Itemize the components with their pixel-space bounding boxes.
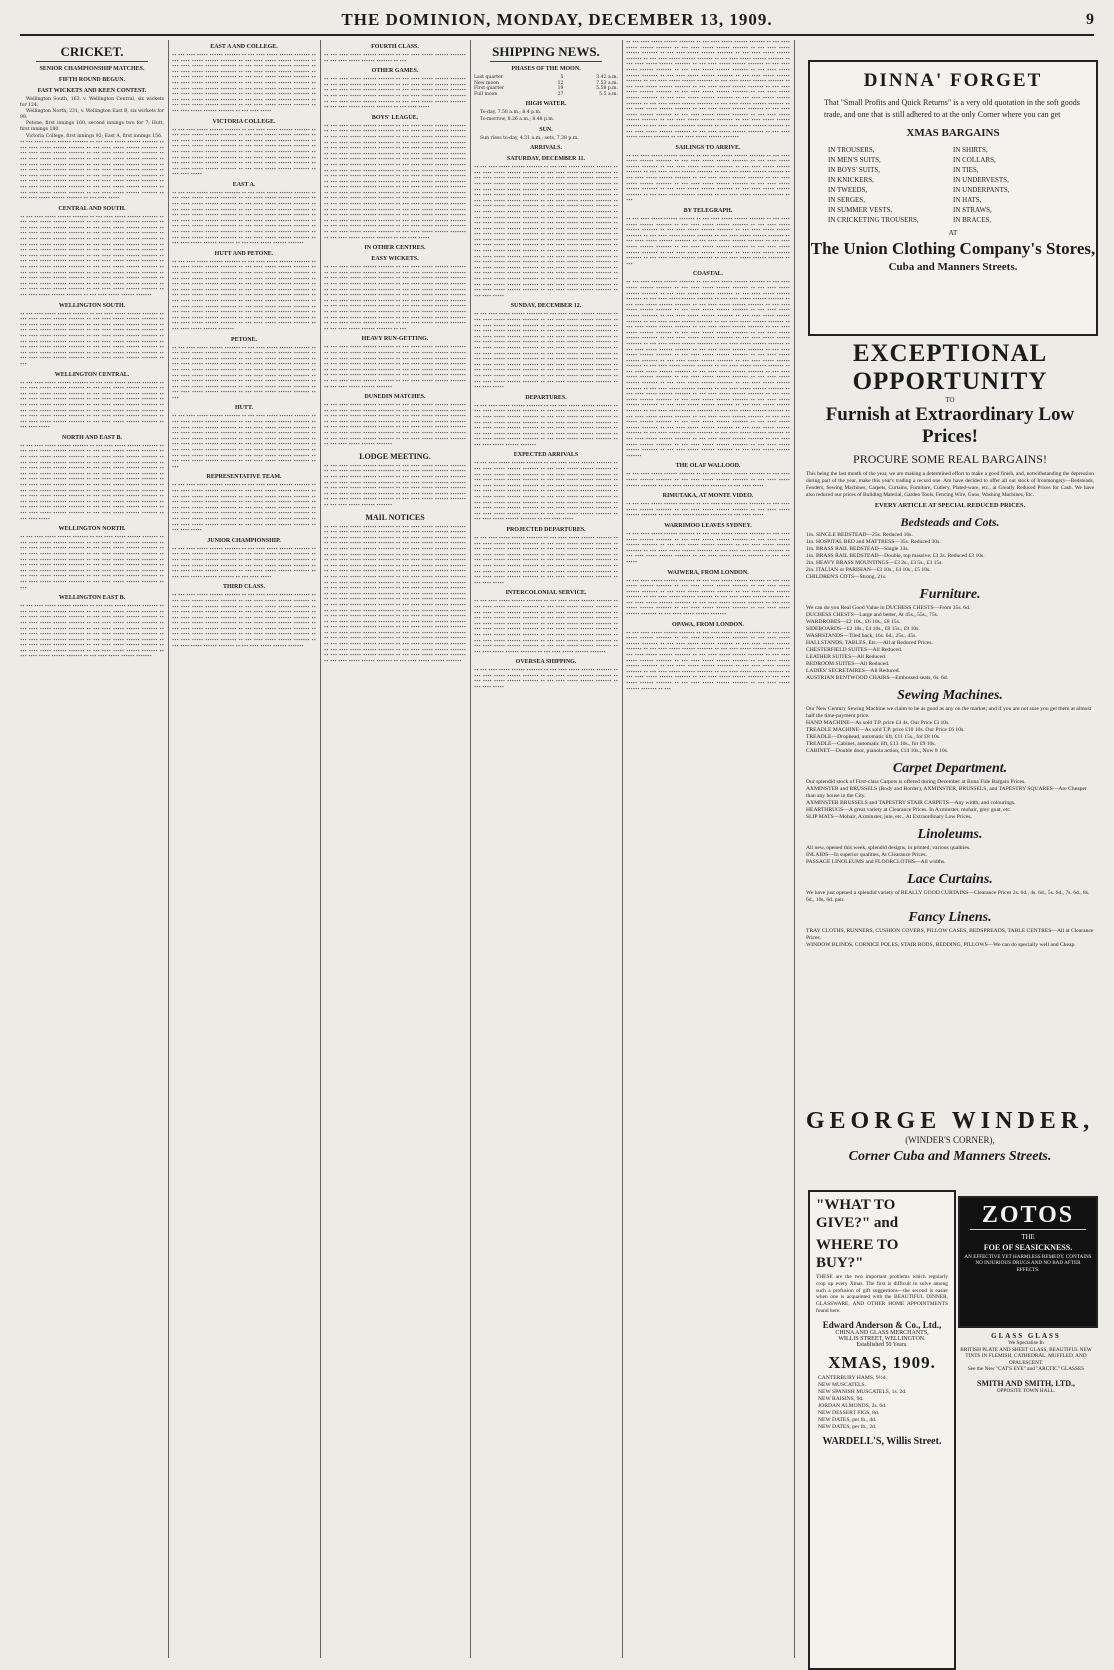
ad-subtitle: Furnish at Extraordinary Low Prices! (825, 404, 1075, 447)
ad-body: This being the last month of the year, we are making a determined effort to make a good finish, and, notwithstanding the depression during part of the year, make this year's trading a record one. Am have decided to offer all our stock of Ironmongery—Bedsteads, Fenders, Sewing Machines, Carpets, Curtains, Furniture, Cutlery, Plated-ware, etc., at Greatly Reduced Prices for Cash. We have also reduced our prices of Building Material, Garden Tools, Fencing Wire, Guns, Washing Machines, Etc. (806, 471, 1094, 498)
list-item: IN MEN'S SUITS, (828, 156, 881, 164)
section-heading: Furniture. (919, 587, 981, 602)
sun-line: Sun rises to-day, 4.31 a.m.; sets, 7.38 p.m. (480, 135, 579, 141)
article-body: ∙∙ ∙∙∙ ∙∙∙∙ ∙∙∙∙∙ ∙∙∙∙∙∙ ∙∙∙∙∙∙∙ ∙∙ ∙∙∙ ∙∙∙∙ ∙∙∙∙∙ ∙∙∙∙∙∙ ∙∙∙∙∙∙∙ ∙∙ ∙∙∙ ∙∙∙∙ ∙∙∙∙∙ ∙∙∙∙∙∙ ∙∙∙∙∙∙∙ ∙∙ ∙∙∙ ∙∙∙∙ ∙∙∙∙∙ ∙∙∙∙∙∙ ∙∙∙∙∙∙∙ ∙∙ ∙∙∙ ∙∙∙∙ ∙∙∙∙∙ ∙∙∙∙∙∙ ∙∙∙∙∙∙∙ ∙∙ ∙∙∙ ∙∙∙∙ ∙∙∙∙∙ ∙∙∙∙∙∙ ∙∙∙∙∙∙∙ ∙∙ ∙∙∙ ∙∙∙∙ ∙∙∙∙∙ ∙∙∙∙∙∙ ∙∙∙∙∙∙∙ ∙∙ ∙∙∙ ∙∙∙∙ ∙∙∙∙∙ ∙∙∙∙∙∙ ∙∙∙∙∙∙∙ ∙∙ ∙∙∙ ∙∙∙∙ ∙∙∙∙∙ ∙∙∙∙∙∙ ∙∙∙∙∙∙∙ ∙∙ ∙∙∙ ∙∙∙∙ ∙∙∙∙∙ ∙∙∙∙∙∙ ∙∙∙∙∙∙∙ ∙∙ ∙∙∙ ∙∙∙∙ ∙∙∙∙∙ ∙∙∙∙∙∙ ∙∙∙∙∙∙∙ ∙∙ ∙∙∙ ∙∙∙∙ ∙∙∙∙∙ ∙∙∙∙∙∙ ∙∙∙∙∙∙∙ ∙∙ ∙∙∙ ∙∙∙∙ ∙∙∙∙∙ ∙∙∙∙∙∙ ∙∙∙∙∙∙∙ ∙∙ ∙∙∙ ∙∙∙∙ ∙∙∙∙∙ ∙∙∙∙∙∙ ∙∙∙∙∙∙∙ ∙∙ ∙∙∙ ∙∙∙∙ ∙∙∙∙∙ ∙∙∙∙∙∙ ∙∙∙∙∙∙∙ ∙∙ ∙∙∙ ∙∙∙∙ ∙∙∙∙∙ ∙∙∙∙∙∙ ∙∙∙∙∙∙∙ ∙∙ ∙∙∙ ∙∙∙∙ ∙∙∙∙∙ ∙∙∙∙∙∙ ∙∙∙∙∙∙∙ ∙∙ ∙∙∙ ∙∙∙∙ ∙∙∙∙∙ ∙∙∙∙∙∙ ∙∙∙∙∙∙∙ ∙∙ ∙∙∙ ∙∙∙∙ ∙∙∙∙∙ ∙∙∙∙∙∙ ∙∙∙∙∙∙∙ ∙∙ ∙∙∙ ∙∙∙∙ ∙∙∙∙∙ ∙∙∙∙∙∙ ∙∙∙∙∙∙∙ ∙∙ ∙∙∙ ∙∙∙∙ ∙∙∙∙∙ ∙∙∙∙∙∙ ∙∙∙∙∙∙∙ ∙∙ ∙∙∙ ∙∙∙∙ ∙∙∙∙∙ ∙∙∙∙∙∙ ∙∙∙∙∙∙∙ ∙∙ ∙∙∙ ∙∙∙∙ ∙∙∙∙∙ ∙∙∙∙∙∙ ∙∙∙∙∙∙∙ ∙∙ ∙∙∙ ∙∙∙∙ ∙∙∙∙∙ ∙∙∙∙∙∙ ∙∙∙∙∙∙∙ ∙∙ ∙∙∙ ∙∙∙∙ ∙∙∙∙∙ ∙∙∙∙∙∙ ∙∙∙∙∙∙∙ ∙∙ ∙∙∙ ∙∙∙∙ ∙∙∙∙∙ ∙∙∙∙∙∙ ∙∙∙∙∙∙∙ ∙∙ ∙∙∙ ∙∙∙∙ ∙∙∙∙∙ (20, 443, 164, 522)
column-cricket (20, 40, 164, 1660)
divider (36, 61, 148, 62)
column-rule (470, 40, 471, 1658)
list-item: HALLSTANDS, TABLES, Etc.—All at Reduced Prices. (806, 640, 933, 646)
article-body: ∙∙ ∙∙∙ ∙∙∙∙ ∙∙∙∙∙ ∙∙∙∙∙∙ ∙∙∙∙∙∙∙ ∙∙ ∙∙∙ ∙∙∙∙ ∙∙∙∙∙ ∙∙∙∙∙∙ ∙∙∙∙∙∙∙ ∙∙ ∙∙∙ ∙∙∙∙ ∙∙∙∙∙ ∙∙∙∙∙∙ ∙∙∙∙∙∙∙ ∙∙ ∙∙∙ ∙∙∙∙ ∙∙∙∙∙ ∙∙∙∙∙∙ ∙∙∙∙∙∙∙ ∙∙ ∙∙∙ ∙∙∙∙ ∙∙∙∙∙ ∙∙∙∙∙∙ ∙∙∙∙∙∙∙ ∙∙ ∙∙∙ ∙∙∙∙ ∙∙∙∙∙ ∙∙∙∙∙∙ ∙∙∙∙∙∙∙ ∙∙ ∙∙∙ ∙∙∙∙ ∙∙∙∙∙ ∙∙∙∙∙∙ ∙∙∙∙∙∙∙ ∙∙ ∙∙∙ ∙∙∙∙ ∙∙∙∙∙ ∙∙∙∙∙∙ ∙∙∙∙∙∙∙ ∙∙ ∙∙∙ ∙∙∙∙ ∙∙∙∙∙ ∙∙∙∙∙∙ ∙∙∙∙∙∙∙ ∙∙ ∙∙∙ ∙∙∙∙ ∙∙∙∙∙ ∙∙∙∙∙∙ ∙∙∙∙∙∙∙ ∙∙ ∙∙∙ ∙∙∙∙ ∙∙∙∙∙ ∙∙∙∙∙∙ ∙∙∙∙∙∙∙ ∙∙ ∙∙∙ ∙∙∙∙ ∙∙∙∙∙ ∙∙∙∙∙∙ ∙∙∙∙∙∙∙ ∙∙ ∙∙∙ ∙∙∙∙ ∙∙∙∙∙ ∙∙∙∙∙∙ ∙∙∙∙∙∙∙ ∙∙ ∙∙∙ ∙∙∙∙ ∙∙∙∙∙ ∙∙∙∙∙∙ ∙∙∙∙∙∙∙ ∙∙ ∙∙∙ ∙∙∙∙ ∙∙∙∙∙ ∙∙∙∙∙∙ ∙∙∙∙∙∙∙ (626, 578, 790, 618)
ad-company: SMITH AND SMITH, LTD., (977, 1378, 1075, 1388)
high-water-line: To-morrow, 8.26 a.m.; 8.48 p.m. (480, 116, 555, 122)
article-body: ∙∙ ∙∙∙ ∙∙∙∙ ∙∙∙∙∙ ∙∙∙∙∙∙ ∙∙∙∙∙∙∙ ∙∙ ∙∙∙ ∙∙∙∙ ∙∙∙∙∙ ∙∙∙∙∙∙ ∙∙∙∙∙∙∙ ∙∙ ∙∙∙ ∙∙∙∙ ∙∙∙∙∙ ∙∙∙∙∙∙ ∙∙∙∙∙∙∙ ∙∙ ∙∙∙ ∙∙∙∙ ∙∙∙∙∙ ∙∙∙∙∙∙ ∙∙∙∙∙∙∙ ∙∙ ∙∙∙ ∙∙∙∙ ∙∙∙∙∙ ∙∙∙∙∙∙ ∙∙∙∙∙∙∙ ∙∙ ∙∙∙ ∙∙∙∙ ∙∙∙∙∙ ∙∙∙∙∙∙ ∙∙∙∙∙∙∙ ∙∙ ∙∙∙ ∙∙∙∙ ∙∙∙∙∙ (626, 502, 790, 519)
section-heading: BOYS' LEAGUE. (371, 114, 419, 121)
ad-at: AT (948, 229, 958, 237)
ad-address: Cuba and Manners Streets. (888, 261, 1018, 273)
list-item: Our splendid stock of First-class Carpets is offered during December at Bona Fide Bargain Prices. (806, 779, 1026, 785)
article-body: ∙∙ ∙∙∙ ∙∙∙∙ ∙∙∙∙∙ ∙∙∙∙∙∙ ∙∙∙∙∙∙∙ ∙∙ ∙∙∙ ∙∙∙∙ ∙∙∙∙∙ ∙∙∙∙∙∙ ∙∙∙∙∙∙∙ ∙∙ ∙∙∙ ∙∙∙∙ ∙∙∙∙∙ ∙∙∙∙∙∙ ∙∙∙∙∙∙∙ ∙∙ ∙∙∙ ∙∙∙∙ ∙∙∙∙∙ ∙∙∙∙∙∙ ∙∙∙∙∙∙∙ ∙∙ ∙∙∙ ∙∙∙∙ ∙∙∙∙∙ ∙∙∙∙∙∙ ∙∙∙∙∙∙∙ ∙∙ ∙∙∙ ∙∙∙∙ ∙∙∙∙∙ ∙∙∙∙∙∙ ∙∙∙∙∙∙∙ ∙∙ ∙∙∙ ∙∙∙∙ ∙∙∙∙∙ ∙∙∙∙∙∙ ∙∙∙∙∙∙∙ ∙∙ ∙∙∙ ∙∙∙∙ ∙∙∙∙∙ ∙∙∙∙∙∙ ∙∙∙∙∙∙∙ ∙∙ ∙∙∙ ∙∙∙∙ ∙∙∙∙∙ ∙∙∙∙∙∙ ∙∙∙∙∙∙∙ ∙∙ ∙∙∙ ∙∙∙∙ ∙∙∙∙∙ ∙∙∙∙∙∙ ∙∙∙∙∙∙∙ ∙∙ ∙∙∙ ∙∙∙∙ ∙∙∙∙∙ ∙∙∙∙∙∙ ∙∙∙∙∙∙∙ ∙∙ ∙∙∙ ∙∙∙∙ ∙∙∙∙∙ ∙∙∙∙∙∙ ∙∙∙∙∙∙∙ ∙∙ ∙∙∙ ∙∙∙∙ ∙∙∙∙∙ ∙∙∙∙∙∙ ∙∙∙∙∙∙∙ ∙∙ ∙∙∙ ∙∙∙∙ ∙∙∙∙∙ ∙∙∙∙∙∙ ∙∙∙∙∙∙∙ ∙∙ ∙∙∙ ∙∙∙∙ ∙∙∙∙∙ ∙∙∙∙∙∙ ∙∙∙∙∙∙∙ ∙∙ ∙∙∙ ∙∙∙∙ ∙∙∙∙∙ ∙∙∙∙∙∙ ∙∙∙∙∙∙∙ ∙∙ ∙∙∙ ∙∙∙∙ ∙∙∙∙∙ ∙∙∙∙∙∙ ∙∙∙∙∙∙∙ ∙∙ ∙∙∙ ∙∙∙∙ ∙∙∙∙∙ ∙∙∙∙∙∙ ∙∙∙∙∙∙∙ ∙∙ ∙∙∙ ∙∙∙∙ ∙∙∙∙∙ ∙∙∙∙∙∙ ∙∙∙∙∙∙∙ ∙∙ ∙∙∙ ∙∙∙∙ ∙∙∙∙∙ ∙∙∙∙∙∙ ∙∙∙∙∙∙∙ ∙∙ ∙∙∙ ∙∙∙∙ ∙∙∙∙∙ ∙∙∙∙∙∙ ∙∙∙∙∙∙∙ ∙∙ ∙∙∙ ∙∙∙∙ ∙∙∙∙∙ ∙∙∙∙∙∙ ∙∙∙∙∙∙∙ ∙∙ ∙∙∙ ∙∙∙∙ ∙∙∙∙∙ ∙∙∙∙∙∙ ∙∙∙∙∙∙∙ ∙∙ ∙∙∙ ∙∙∙∙ ∙∙∙∙∙ ∙∙∙∙∙∙ ∙∙∙∙∙∙∙ ∙∙ ∙∙∙ ∙∙∙∙ ∙∙∙∙∙ ∙∙∙∙∙∙ ∙∙∙∙∙∙∙ ∙∙ ∙∙∙ ∙∙∙∙ ∙∙∙∙∙ ∙∙∙∙∙∙ ∙∙∙∙∙∙∙ ∙∙ ∙∙∙ ∙∙∙∙ ∙∙∙∙∙ (474, 312, 618, 391)
list-item: IN SUMMER VESTS, (828, 206, 893, 214)
masthead (20, 6, 1094, 36)
article-body: ∙∙ ∙∙∙ ∙∙∙∙ ∙∙∙∙∙ ∙∙∙∙∙∙ ∙∙∙∙∙∙∙ ∙∙ ∙∙∙ ∙∙∙∙ ∙∙∙∙∙ ∙∙∙∙∙∙ ∙∙∙∙∙∙∙ ∙∙ ∙∙∙ ∙∙∙∙ ∙∙∙∙∙ ∙∙∙∙∙∙ ∙∙∙∙∙∙∙ ∙∙ ∙∙∙ ∙∙∙∙ ∙∙∙∙∙ ∙∙∙∙∙∙ ∙∙∙∙∙∙∙ ∙∙ ∙∙∙ ∙∙∙∙ ∙∙∙∙∙ ∙∙∙∙∙∙ ∙∙∙∙∙∙∙ ∙∙ ∙∙∙ ∙∙∙∙ ∙∙∙∙∙ ∙∙∙∙∙∙ ∙∙∙∙∙∙∙ ∙∙ ∙∙∙ ∙∙∙∙ ∙∙∙∙∙ ∙∙∙∙∙∙ ∙∙∙∙∙∙∙ ∙∙ ∙∙∙ ∙∙∙∙ ∙∙∙∙∙ ∙∙∙∙∙∙ ∙∙∙∙∙∙∙ ∙∙ ∙∙∙ ∙∙∙∙ ∙∙∙∙∙ ∙∙∙∙∙∙ ∙∙∙∙∙∙∙ ∙∙ ∙∙∙ ∙∙∙∙ ∙∙∙∙∙ ∙∙∙∙∙∙ ∙∙∙∙∙∙∙ ∙∙ ∙∙∙ ∙∙∙∙ ∙∙∙∙∙ ∙∙∙∙∙∙ ∙∙∙∙∙∙∙ ∙∙ ∙∙∙ ∙∙∙∙ ∙∙∙∙∙ (172, 546, 316, 580)
list-item: WINDOW BLINDS, CORNICE POLES, STAIR RODS, BEDDING, PILLOWS—We can do specially well and Cheap. (806, 942, 1076, 948)
list-item: DUCHESS CHESTS—Large and better, At 45s., 55s., 75s. (806, 612, 939, 618)
list-item: SIDEBOARDS—£2 10s., £4 10s., £8 15s., £9 10s. (806, 626, 920, 632)
article-body: ∙∙ ∙∙∙ ∙∙∙∙ ∙∙∙∙∙ ∙∙∙∙∙∙ ∙∙∙∙∙∙∙ ∙∙ ∙∙∙ ∙∙∙∙ ∙∙∙∙∙ ∙∙∙∙∙∙ ∙∙∙∙∙∙∙ ∙∙ ∙∙∙ ∙∙∙∙ ∙∙∙∙∙ ∙∙∙∙∙∙ ∙∙∙∙∙∙∙ ∙∙ ∙∙∙ ∙∙∙∙ ∙∙∙∙∙ ∙∙∙∙∙∙ ∙∙∙∙∙∙∙ ∙∙ ∙∙∙ ∙∙∙∙ ∙∙∙∙∙ ∙∙∙∙∙∙ ∙∙∙∙∙∙∙ ∙∙ ∙∙∙ ∙∙∙∙ ∙∙∙∙∙ ∙∙∙∙∙∙ ∙∙∙∙∙∙∙ ∙∙ ∙∙∙ ∙∙∙∙ ∙∙∙∙∙ ∙∙∙∙∙∙ ∙∙∙∙∙∙∙ ∙∙ ∙∙∙ ∙∙∙∙ ∙∙∙∙∙ ∙∙∙∙∙∙ ∙∙∙∙∙∙∙ ∙∙ ∙∙∙ ∙∙∙∙ ∙∙∙∙∙ ∙∙∙∙∙∙ ∙∙∙∙∙∙∙ ∙∙ ∙∙∙ ∙∙∙∙ ∙∙∙∙∙ ∙∙∙∙∙∙ ∙∙∙∙∙∙∙ ∙∙ ∙∙∙ ∙∙∙∙ ∙∙∙∙∙ ∙∙∙∙∙∙ ∙∙∙∙∙∙∙ ∙∙ ∙∙∙ ∙∙∙∙ ∙∙∙∙∙ ∙∙∙∙∙∙ ∙∙∙∙∙∙∙ ∙∙ ∙∙∙ ∙∙∙∙ ∙∙∙∙∙ ∙∙∙∙∙∙ ∙∙∙∙∙∙∙ ∙∙ ∙∙∙ ∙∙∙∙ ∙∙∙∙∙ ∙∙∙∙∙∙ ∙∙∙∙∙∙∙ ∙∙ ∙∙∙ ∙∙∙∙ ∙∙∙∙∙ ∙∙∙∙∙∙ ∙∙∙∙∙∙∙ ∙∙ ∙∙∙ ∙∙∙∙ ∙∙∙∙∙ ∙∙∙∙∙∙ ∙∙∙∙∙∙∙ ∙∙ ∙∙∙ ∙∙∙∙ ∙∙∙∙∙ ∙∙∙∙∙∙ ∙∙∙∙∙∙∙ ∙∙ ∙∙∙ ∙∙∙∙ ∙∙∙∙∙ ∙∙∙∙∙∙ ∙∙∙∙∙∙∙ ∙∙ ∙∙∙ (626, 217, 790, 267)
section-heading: PHASES OF THE MOON. (511, 66, 581, 72)
scorecard: ∙∙ ∙∙∙ ∙∙∙∙ ∙∙∙∙∙ ∙∙∙∙∙∙ ∙∙∙∙∙∙∙ ∙∙ ∙∙∙ ∙∙∙∙ ∙∙∙∙∙ ∙∙∙∙∙∙ ∙∙∙∙∙∙∙ ∙∙ ∙∙∙ ∙∙∙∙ ∙∙∙∙∙ ∙∙∙∙∙∙ ∙∙∙∙∙∙∙ ∙∙ ∙∙∙ ∙∙∙∙ ∙∙∙∙∙ ∙∙∙∙∙∙ ∙∙∙∙∙∙∙ ∙∙ ∙∙∙ ∙∙∙∙ ∙∙∙∙∙ ∙∙∙∙∙∙ ∙∙∙∙∙∙∙ ∙∙ ∙∙∙ ∙∙∙∙ ∙∙∙∙∙ ∙∙∙∙∙∙ ∙∙∙∙∙∙∙ ∙∙ ∙∙∙ ∙∙∙∙ ∙∙∙∙∙ ∙∙∙∙∙∙ ∙∙∙∙∙∙∙ ∙∙ ∙∙∙ ∙∙∙∙ ∙∙∙∙∙ ∙∙∙∙∙∙ ∙∙∙∙∙∙∙ ∙∙ ∙∙∙ ∙∙∙∙ ∙∙∙∙∙ ∙∙∙∙∙∙ ∙∙∙∙∙∙∙ ∙∙ ∙∙∙ ∙∙∙∙ ∙∙∙∙∙ ∙∙∙∙∙∙ ∙∙∙∙∙∙∙ ∙∙ ∙∙∙ ∙∙∙∙ ∙∙∙∙∙ ∙∙∙∙∙∙ ∙∙∙∙∙∙∙ ∙∙ ∙∙∙ ∙∙∙∙ ∙∙∙∙∙ ∙∙∙∙∙∙ ∙∙∙∙∙∙∙ ∙∙ ∙∙∙ ∙∙∙∙ ∙∙∙∙∙ ∙∙∙∙∙∙ ∙∙∙∙∙∙∙ ∙∙ ∙∙∙ ∙∙∙∙ ∙∙∙∙∙ ∙∙∙∙∙∙ ∙∙∙∙∙∙∙ ∙∙ ∙∙∙ ∙∙∙∙ ∙∙∙∙∙ ∙∙∙∙∙∙ ∙∙∙∙∙∙∙ ∙∙ ∙∙∙ ∙∙∙∙ ∙∙∙∙∙ ∙∙∙∙∙∙ ∙∙∙∙∙∙∙ ∙∙ ∙∙∙ ∙∙∙∙ ∙∙∙∙∙ ∙∙∙∙∙∙ ∙∙∙∙∙∙∙ ∙∙ ∙∙∙ ∙∙∙∙ ∙∙∙∙∙ ∙∙∙∙∙∙ ∙∙∙∙∙∙∙ ∙∙ ∙∙∙ (172, 414, 316, 470)
list-item: We can do you Real Good Value in DUCHESS CHESTS—From 35s. 6d. (806, 605, 971, 611)
article-body: ∙∙ ∙∙∙ ∙∙∙∙ ∙∙∙∙∙ ∙∙∙∙∙∙ ∙∙∙∙∙∙∙ ∙∙ ∙∙∙ ∙∙∙∙ ∙∙∙∙∙ ∙∙∙∙∙∙ ∙∙∙∙∙∙∙ ∙∙ ∙∙∙ ∙∙∙∙ ∙∙∙∙∙ ∙∙∙∙∙∙ ∙∙∙∙∙∙∙ ∙∙ ∙∙∙ ∙∙∙∙ ∙∙∙∙∙ ∙∙∙∙∙∙ ∙∙∙∙∙∙∙ ∙∙ ∙∙∙ ∙∙∙∙ ∙∙∙∙∙ ∙∙∙∙∙∙ ∙∙∙∙∙∙∙ ∙∙ ∙∙∙ ∙∙∙∙ ∙∙∙∙∙ ∙∙∙∙∙∙ ∙∙∙∙∙∙∙ ∙∙ ∙∙∙ ∙∙∙∙ ∙∙∙∙∙ ∙∙∙∙∙∙ ∙∙∙∙∙∙∙ ∙∙ ∙∙∙ ∙∙∙∙ ∙∙∙∙∙ ∙∙∙∙∙∙ ∙∙∙∙∙∙∙ ∙∙ ∙∙∙ ∙∙∙∙ ∙∙∙∙∙ ∙∙∙∙∙∙ ∙∙∙∙∙∙∙ ∙∙ ∙∙∙ ∙∙∙∙ ∙∙∙∙∙ ∙∙∙∙∙∙ ∙∙∙∙∙∙∙ ∙∙ ∙∙∙ ∙∙∙∙ ∙∙∙∙∙ ∙∙∙∙∙∙ ∙∙∙∙∙∙∙ ∙∙ ∙∙∙ ∙∙∙∙ ∙∙∙∙∙ ∙∙∙∙∙∙ ∙∙∙∙∙∙∙ ∙∙ ∙∙∙ ∙∙∙∙ ∙∙∙∙∙ ∙∙∙∙∙∙ ∙∙∙∙∙∙∙ ∙∙ ∙∙∙ ∙∙∙∙ ∙∙∙∙∙ ∙∙∙∙∙∙ ∙∙∙∙∙∙∙ ∙∙ ∙∙∙ ∙∙∙∙ ∙∙∙∙∙ ∙∙∙∙∙∙ ∙∙∙∙∙∙∙ ∙∙ ∙∙∙ ∙∙∙∙ ∙∙∙∙∙ ∙∙∙∙∙∙ ∙∙∙∙∙∙∙ ∙∙ ∙∙∙ ∙∙∙∙ ∙∙∙∙∙ ∙∙∙∙∙∙ ∙∙∙∙∙∙∙ ∙∙ ∙∙∙ ∙∙∙∙ ∙∙∙∙∙ ∙∙∙∙∙∙ ∙∙∙∙∙∙∙ ∙∙ ∙∙∙ (626, 153, 790, 204)
list-item: WASHSTANDS—Tiled back, 16s. 6d., 25s., 45s. (806, 633, 917, 639)
section-heading: SUNDAY, DECEMBER 12. (510, 303, 582, 310)
moon-phase: New moon (474, 80, 499, 86)
section-heading: THE OLAF WALLOOD. (675, 463, 741, 470)
scorecard: ∙∙ ∙∙∙ ∙∙∙∙ ∙∙∙∙∙ ∙∙∙∙∙∙ ∙∙∙∙∙∙∙ ∙∙ ∙∙∙ ∙∙∙∙ ∙∙∙∙∙ ∙∙∙∙∙∙ ∙∙∙∙∙∙∙ ∙∙ ∙∙∙ ∙∙∙∙ ∙∙∙∙∙ ∙∙∙∙∙∙ ∙∙∙∙∙∙∙ ∙∙ ∙∙∙ ∙∙∙∙ ∙∙∙∙∙ ∙∙∙∙∙∙ ∙∙∙∙∙∙∙ ∙∙ ∙∙∙ ∙∙∙∙ ∙∙∙∙∙ ∙∙∙∙∙∙ ∙∙∙∙∙∙∙ ∙∙ ∙∙∙ ∙∙∙∙ ∙∙∙∙∙ ∙∙∙∙∙∙ ∙∙∙∙∙∙∙ ∙∙ ∙∙∙ ∙∙∙∙ ∙∙∙∙∙ ∙∙∙∙∙∙ ∙∙∙∙∙∙∙ ∙∙ ∙∙∙ ∙∙∙∙ ∙∙∙∙∙ ∙∙∙∙∙∙ ∙∙∙∙∙∙∙ ∙∙ ∙∙∙ ∙∙∙∙ ∙∙∙∙∙ ∙∙∙∙∙∙ ∙∙∙∙∙∙∙ ∙∙ ∙∙∙ ∙∙∙∙ ∙∙∙∙∙ ∙∙∙∙∙∙ ∙∙∙∙∙∙∙ ∙∙ ∙∙∙ ∙∙∙∙ ∙∙∙∙∙ ∙∙∙∙∙∙ ∙∙∙∙∙∙∙ ∙∙ ∙∙∙ ∙∙∙∙ ∙∙∙∙∙ ∙∙∙∙∙∙ ∙∙∙∙∙∙∙ ∙∙ ∙∙∙ ∙∙∙∙ ∙∙∙∙∙ ∙∙∙∙∙∙ ∙∙∙∙∙∙∙ ∙∙ ∙∙∙ ∙∙∙∙ ∙∙∙∙∙ ∙∙∙∙∙∙ ∙∙∙∙∙∙∙ ∙∙ ∙∙∙ ∙∙∙∙ ∙∙∙∙∙ ∙∙∙∙∙∙ ∙∙∙∙∙∙∙ ∙∙ ∙∙∙ ∙∙∙∙ ∙∙∙∙∙ ∙∙∙∙∙∙ ∙∙∙∙∙∙∙ ∙∙ ∙∙∙ ∙∙∙∙ ∙∙∙∙∙ (20, 380, 164, 431)
list-item: CANTERBURY HAMS, 9½d. (818, 1374, 887, 1381)
section-heading: SATURDAY, DECEMBER 11. (506, 156, 586, 163)
article-body: ∙∙ ∙∙∙ ∙∙∙∙ ∙∙∙∙∙ ∙∙∙∙∙∙ ∙∙∙∙∙∙∙ ∙∙ ∙∙∙ ∙∙∙∙ ∙∙∙∙∙ ∙∙∙∙∙∙ ∙∙∙∙∙∙∙ ∙∙ ∙∙∙ ∙∙∙∙ ∙∙∙∙∙ ∙∙∙∙∙∙ ∙∙∙∙∙∙∙ ∙∙ ∙∙∙ ∙∙∙∙ ∙∙∙∙∙ ∙∙∙∙∙∙ ∙∙∙∙∙∙∙ ∙∙ ∙∙∙ ∙∙∙∙ ∙∙∙∙∙ ∙∙∙∙∙∙ ∙∙∙∙∙∙∙ ∙∙ ∙∙∙ ∙∙∙∙ ∙∙∙∙∙ ∙∙∙∙∙∙ ∙∙∙∙∙∙∙ ∙∙ ∙∙∙ ∙∙∙∙ ∙∙∙∙∙ ∙∙∙∙∙∙ ∙∙∙∙∙∙∙ ∙∙ ∙∙∙ ∙∙∙∙ ∙∙∙∙∙ ∙∙∙∙∙∙ ∙∙∙∙∙∙∙ ∙∙ ∙∙∙ ∙∙∙∙ ∙∙∙∙∙ ∙∙∙∙∙∙ ∙∙∙∙∙∙∙ ∙∙ ∙∙∙ ∙∙∙∙ ∙∙∙∙∙ ∙∙∙∙∙∙ ∙∙∙∙∙∙∙ ∙∙ ∙∙∙ ∙∙∙∙ ∙∙∙∙∙ ∙∙∙∙∙∙ ∙∙∙∙∙∙∙ ∙∙ ∙∙∙ ∙∙∙∙ ∙∙∙∙∙ (324, 77, 466, 111)
list-item: AXMINSTER BRUSSELS and TAPESTRY STAIR CARPETS—Any width, and colourings. (806, 800, 1016, 806)
divider (490, 61, 602, 62)
ad-corner: (WINDER'S CORNER), (905, 1135, 995, 1145)
section-heading: THIRD CLASS. (222, 584, 265, 591)
moon-day: 27 (557, 91, 564, 97)
article-body: ∙∙ ∙∙∙ ∙∙∙∙ ∙∙∙∙∙ ∙∙∙∙∙∙ ∙∙∙∙∙∙∙ ∙∙ ∙∙∙ ∙∙∙∙ ∙∙∙∙∙ ∙∙∙∙∙∙ ∙∙∙∙∙∙∙ ∙∙ ∙∙∙ ∙∙∙∙ ∙∙∙∙∙ ∙∙∙∙∙∙ ∙∙∙∙∙∙∙ ∙∙ ∙∙∙ ∙∙∙∙ ∙∙∙∙∙ ∙∙∙∙∙∙ ∙∙∙∙∙∙∙ ∙∙ ∙∙∙ ∙∙∙∙ ∙∙∙∙∙ ∙∙∙∙∙∙ ∙∙∙∙∙∙∙ ∙∙ ∙∙∙ ∙∙∙∙ ∙∙∙∙∙ ∙∙∙∙∙∙ ∙∙∙∙∙∙∙ ∙∙ ∙∙∙ ∙∙∙∙ ∙∙∙∙∙ ∙∙∙∙∙∙ ∙∙∙∙∙∙∙ ∙∙ ∙∙∙ ∙∙∙∙ ∙∙∙∙∙ ∙∙∙∙∙∙ ∙∙∙∙∙∙∙ ∙∙ ∙∙∙ ∙∙∙∙ ∙∙∙∙∙ ∙∙∙∙∙∙ ∙∙∙∙∙∙∙ ∙∙ ∙∙∙ ∙∙∙∙ ∙∙∙∙∙ ∙∙∙∙∙∙ ∙∙∙∙∙∙∙ ∙∙ ∙∙∙ ∙∙∙∙ ∙∙∙∙∙ ∙∙∙∙∙∙ ∙∙∙∙∙∙∙ ∙∙ ∙∙∙ ∙∙∙∙ ∙∙∙∙∙ ∙∙∙∙∙∙ ∙∙∙∙∙∙∙ ∙∙ ∙∙∙ ∙∙∙∙ ∙∙∙∙∙ ∙∙∙∙∙∙ ∙∙∙∙∙∙∙ ∙∙ ∙∙∙ ∙∙∙∙ ∙∙∙∙∙ ∙∙∙∙∙∙ ∙∙∙∙∙∙∙ ∙∙ ∙∙∙ ∙∙∙∙ ∙∙∙∙∙ ∙∙∙∙∙∙ ∙∙∙∙∙∙∙ ∙∙ ∙∙∙ ∙∙∙∙ ∙∙∙∙∙ ∙∙∙∙∙∙ ∙∙∙∙∙∙∙ ∙∙ ∙∙∙ ∙∙∙∙ ∙∙∙∙∙ ∙∙∙∙∙∙ ∙∙∙∙∙∙∙ ∙∙ ∙∙∙ ∙∙∙∙ ∙∙∙∙∙ ∙∙∙∙∙∙ ∙∙∙∙∙∙∙ ∙∙ ∙∙∙ ∙∙∙∙ ∙∙∙∙∙ ∙∙∙∙∙∙ ∙∙∙∙∙∙∙ ∙∙ ∙∙∙ ∙∙∙∙ ∙∙∙∙∙ ∙∙∙∙∙∙ ∙∙∙∙∙∙∙ ∙∙ ∙∙∙ ∙∙∙∙ ∙∙∙∙∙ ∙∙∙∙∙∙ ∙∙∙∙∙∙∙ ∙∙ ∙∙∙ ∙∙∙∙ ∙∙∙∙∙ ∙∙∙∙∙∙ ∙∙∙∙∙∙∙ ∙∙ ∙∙∙ ∙∙∙∙ ∙∙∙∙∙ ∙∙∙∙∙∙ ∙∙∙∙∙∙∙ ∙∙ ∙∙∙ ∙∙∙∙ ∙∙∙∙∙ ∙∙∙∙∙∙ ∙∙∙∙∙∙∙ ∙∙ ∙∙∙ ∙∙∙∙ ∙∙∙∙∙ ∙∙∙∙∙∙ ∙∙∙∙∙∙∙ ∙∙ ∙∙∙ ∙∙∙∙ ∙∙∙∙∙ ∙∙∙∙∙∙ ∙∙∙∙∙∙∙ ∙∙ ∙∙∙ ∙∙∙∙ ∙∙∙∙∙ ∙∙∙∙∙∙ ∙∙∙∙∙∙∙ ∙∙ ∙∙∙ ∙∙∙∙ ∙∙∙∙∙ ∙∙∙∙∙∙ ∙∙∙∙∙∙∙ ∙∙ ∙∙∙ ∙∙∙∙ ∙∙∙∙∙ ∙∙∙∙∙∙ ∙∙∙∙∙∙∙ ∙∙ ∙∙∙ ∙∙∙∙ ∙∙∙∙∙ ∙∙∙∙∙∙ ∙∙∙∙∙∙∙ ∙∙ ∙∙∙ ∙∙∙∙ ∙∙∙∙∙ ∙∙∙∙∙∙ ∙∙∙∙∙∙∙ ∙∙ ∙∙∙ ∙∙∙∙ ∙∙∙∙∙ ∙∙∙∙∙∙ ∙∙∙∙∙∙∙ ∙∙ ∙∙∙ ∙∙∙∙ ∙∙∙∙∙ ∙∙∙∙∙∙ ∙∙∙∙∙∙∙ ∙∙ ∙∙∙ ∙∙∙∙ ∙∙∙∙∙ ∙∙∙∙∙∙ ∙∙∙∙∙∙∙ ∙∙ ∙∙∙ ∙∙∙∙ ∙∙∙∙∙ ∙∙∙∙∙∙ ∙∙∙∙∙∙∙ ∙∙ ∙∙∙ ∙∙∙∙ ∙∙∙∙∙ ∙∙∙∙∙∙ ∙∙∙∙∙∙∙ ∙∙ ∙∙∙ ∙∙∙∙ ∙∙∙∙∙ ∙∙∙∙∙∙ ∙∙∙∙∙∙∙ ∙∙ ∙∙∙ ∙∙∙∙ ∙∙∙∙∙ ∙∙∙∙∙∙ ∙∙∙∙∙∙∙ ∙∙ ∙∙∙ ∙∙∙∙ ∙∙∙∙∙ ∙∙∙∙∙∙ ∙∙∙∙∙∙∙ ∙∙ ∙∙∙ ∙∙∙∙ ∙∙∙∙∙ ∙∙∙∙∙∙ ∙∙∙∙∙∙∙ ∙∙ ∙∙∙ ∙∙∙∙ ∙∙∙∙∙ ∙∙∙∙∙∙ ∙∙∙∙∙∙∙ ∙∙ ∙∙∙ ∙∙∙∙ ∙∙∙∙∙ (324, 123, 466, 241)
section-heading: IN OTHER CENTRES. (364, 245, 426, 252)
section-heading: LODGE MEETING. (359, 451, 431, 461)
what-to-give-ad (808, 1190, 956, 1670)
ad-body: AN EFFECTIVE YET HARMLESS REMEDY. CONTAINS NO INJURIOUS DRUGS AND NO BAD AFTER EFFECTS. (964, 1254, 1092, 1273)
section-heading: Lace Curtains. (907, 872, 993, 887)
section-heading: OTHER GAMES. (371, 68, 419, 75)
list-item: 2in. HEAVY BRASS MOUNTINGS—£3 2s., £3 5s., £3 15s. (806, 560, 943, 566)
ad-body: That "Small Profits and Quick Returns" is a very old quotation in the soft goods trade, and one that is still adhered to at the only Corner where you can get (824, 98, 1080, 119)
list-item: 2in. ITALIAN or PARISIAN—£3 10s., £4 10s., £5 10s. (806, 567, 931, 573)
list-item: AXMINSTER and BRUSSELS (Body and Border), AXMINSTER, BRUSSELS, and TAPESTRY SQUARES—Are Cheaper than any house in the City. (806, 786, 1087, 799)
moon-day: 12 (557, 80, 564, 86)
section-heading: COASTAL. (692, 271, 724, 278)
list-item: CHILDREN'S COTS—Strong, 21s. (806, 574, 887, 580)
list-item: IN TROUSERS, (828, 146, 875, 154)
section-heading: DUNEDIN MATCHES. (364, 394, 426, 401)
section-heading: JUNIOR CHAMPIONSHIP. (207, 537, 281, 544)
section-heading: RIMUTAKA, AT MONTE VIDEO. (662, 493, 754, 500)
ad-xmas-heading: XMAS, 1909. (828, 1352, 936, 1372)
ad-to: TO (945, 396, 955, 404)
cricket-heading: CRICKET. (60, 44, 124, 59)
list-item: IN COLLARS, (953, 156, 996, 164)
list-item: WARDROBES—£2 10s., £6 10s., £8 15s. (806, 619, 901, 625)
ad-headline: FOE OF SEASICKNESS. (983, 1243, 1073, 1252)
zotos-ad (958, 1196, 1098, 1328)
list-item: BEDROOM SUITES—All Reduced. (806, 661, 890, 667)
article-body: ∙∙ ∙∙∙ ∙∙∙∙ ∙∙∙∙∙ ∙∙∙∙∙∙ ∙∙∙∙∙∙∙ ∙∙ ∙∙∙ ∙∙∙∙ ∙∙∙∙∙ ∙∙∙∙∙∙ ∙∙∙∙∙∙∙ ∙∙ ∙∙∙ ∙∙∙∙ ∙∙∙∙∙ ∙∙∙∙∙∙ ∙∙∙∙∙∙∙ ∙∙ ∙∙∙ ∙∙∙∙ ∙∙∙∙∙ ∙∙∙∙∙∙ ∙∙∙∙∙∙∙ ∙∙ ∙∙∙ ∙∙∙∙ ∙∙∙∙∙ ∙∙∙∙∙∙ ∙∙∙∙∙∙∙ ∙∙ ∙∙∙ ∙∙∙∙ ∙∙∙∙∙ ∙∙∙∙∙∙ ∙∙∙∙∙∙∙ ∙∙ ∙∙∙ ∙∙∙∙ ∙∙∙∙∙ ∙∙∙∙∙∙ ∙∙∙∙∙∙∙ ∙∙ ∙∙∙ ∙∙∙∙ ∙∙∙∙∙ ∙∙∙∙∙∙ ∙∙∙∙∙∙∙ ∙∙ ∙∙∙ ∙∙∙∙ ∙∙∙∙∙ ∙∙∙∙∙∙ ∙∙∙∙∙∙∙ ∙∙ ∙∙∙ ∙∙∙∙ ∙∙∙∙∙ ∙∙∙∙∙∙ ∙∙∙∙∙∙∙ ∙∙ ∙∙∙ ∙∙∙∙ ∙∙∙∙∙ ∙∙∙∙∙∙ ∙∙∙∙∙∙∙ ∙∙ ∙∙∙ ∙∙∙∙ ∙∙∙∙∙ ∙∙∙∙∙∙ ∙∙∙∙∙∙∙ ∙∙ ∙∙∙ ∙∙∙∙ ∙∙∙∙∙ ∙∙∙∙∙∙ ∙∙∙∙∙∙∙ ∙∙ ∙∙∙ ∙∙∙∙ ∙∙∙∙∙ ∙∙∙∙∙∙ ∙∙∙∙∙∙∙ ∙∙ ∙∙∙ ∙∙∙∙ ∙∙∙∙∙ ∙∙∙∙∙∙ ∙∙∙∙∙∙∙ ∙∙ ∙∙∙ ∙∙∙∙ ∙∙∙∙∙ ∙∙∙∙∙∙ ∙∙∙∙∙∙∙ ∙∙ ∙∙∙ ∙∙∙∙ ∙∙∙∙∙ ∙∙∙∙∙∙ ∙∙∙∙∙∙∙ ∙∙ ∙∙∙ ∙∙∙∙ ∙∙∙∙∙ ∙∙∙∙∙∙ ∙∙∙∙∙∙∙ ∙∙ ∙∙∙ ∙∙∙∙ ∙∙∙∙∙ ∙∙∙∙∙∙ ∙∙∙∙∙∙∙ ∙∙ ∙∙∙ ∙∙∙∙ ∙∙∙∙∙ ∙∙∙∙∙∙ ∙∙∙∙∙∙∙ ∙∙ ∙∙∙ ∙∙∙∙ ∙∙∙∙∙ ∙∙∙∙∙∙ ∙∙∙∙∙∙∙ ∙∙ ∙∙∙ ∙∙∙∙ ∙∙∙∙∙ ∙∙∙∙∙∙ ∙∙∙∙∙∙∙ ∙∙ ∙∙∙ ∙∙∙∙ ∙∙∙∙∙ ∙∙∙∙∙∙ ∙∙∙∙∙∙∙ ∙∙ ∙∙∙ ∙∙∙∙ ∙∙∙∙∙ ∙∙∙∙∙∙ ∙∙∙∙∙∙∙ ∙∙ ∙∙∙ ∙∙∙∙ ∙∙∙∙∙ ∙∙∙∙∙∙ ∙∙∙∙∙∙∙ ∙∙ ∙∙∙ ∙∙∙∙ ∙∙∙∙∙ ∙∙∙∙∙∙ ∙∙∙∙∙∙∙ ∙∙ ∙∙∙ ∙∙∙∙ ∙∙∙∙∙ ∙∙∙∙∙∙ ∙∙∙∙∙∙∙ ∙∙ ∙∙∙ ∙∙∙∙ ∙∙∙∙∙ ∙∙∙∙∙∙ ∙∙∙∙∙∙∙ ∙∙ ∙∙∙ ∙∙∙∙ ∙∙∙∙∙ ∙∙∙∙∙∙ ∙∙∙∙∙∙∙ ∙∙ ∙∙∙ ∙∙∙∙ ∙∙∙∙∙ ∙∙∙∙∙∙ ∙∙∙∙∙∙∙ ∙∙ ∙∙∙ ∙∙∙∙ ∙∙∙∙∙ ∙∙∙∙∙∙ ∙∙∙∙∙∙∙ ∙∙ ∙∙∙ ∙∙∙∙ ∙∙∙∙∙ ∙∙∙∙∙∙ ∙∙∙∙∙∙∙ ∙∙ ∙∙∙ ∙∙∙∙ ∙∙∙∙∙ ∙∙∙∙∙∙ ∙∙∙∙∙∙∙ ∙∙ ∙∙∙ ∙∙∙∙ ∙∙∙∙∙ ∙∙∙∙∙∙ ∙∙∙∙∙∙∙ ∙∙ ∙∙∙ ∙∙∙∙ ∙∙∙∙∙ ∙∙∙∙∙∙ ∙∙∙∙∙∙∙ ∙∙ ∙∙∙ ∙∙∙∙ ∙∙∙∙∙ ∙∙∙∙∙∙ ∙∙∙∙∙∙∙ ∙∙ ∙∙∙ ∙∙∙∙ ∙∙∙∙∙ ∙∙∙∙∙∙ ∙∙∙∙∙∙∙ ∙∙ ∙∙∙ ∙∙∙∙ ∙∙∙∙∙ ∙∙∙∙∙∙ ∙∙∙∙∙∙∙ ∙∙ ∙∙∙ ∙∙∙∙ ∙∙∙∙∙ ∙∙∙∙∙∙ ∙∙∙∙∙∙∙ ∙∙ ∙∙∙ ∙∙∙∙ ∙∙∙∙∙ ∙∙∙∙∙∙ ∙∙∙∙∙∙∙ (626, 40, 790, 141)
result-line: Victoria College, first innings 92; East A, first innings 156. (26, 133, 163, 139)
column-shipping-2 (626, 40, 790, 1660)
article-body: ∙∙ ∙∙∙ ∙∙∙∙ ∙∙∙∙∙ ∙∙∙∙∙∙ ∙∙∙∙∙∙∙ ∙∙ ∙∙∙ ∙∙∙∙ ∙∙∙∙∙ ∙∙∙∙∙∙ ∙∙∙∙∙∙∙ ∙∙ ∙∙∙ ∙∙∙∙ ∙∙∙∙∙ ∙∙∙∙∙∙ ∙∙∙∙∙∙∙ ∙∙ ∙∙∙ ∙∙∙∙ ∙∙∙∙∙ ∙∙∙∙∙∙ ∙∙∙∙∙∙∙ ∙∙ ∙∙∙ ∙∙∙∙ ∙∙∙∙∙ ∙∙∙∙∙∙ ∙∙∙∙∙∙∙ ∙∙ ∙∙∙ ∙∙∙∙ ∙∙∙∙∙ ∙∙∙∙∙∙ ∙∙∙∙∙∙∙ ∙∙ ∙∙∙ ∙∙∙∙ ∙∙∙∙∙ ∙∙∙∙∙∙ ∙∙∙∙∙∙∙ ∙∙ ∙∙∙ ∙∙∙∙ ∙∙∙∙∙ ∙∙∙∙∙∙ ∙∙∙∙∙∙∙ ∙∙ ∙∙∙ ∙∙∙∙ ∙∙∙∙∙ ∙∙∙∙∙∙ ∙∙∙∙∙∙∙ ∙∙ ∙∙∙ ∙∙∙∙ ∙∙∙∙∙ ∙∙∙∙∙∙ ∙∙∙∙∙∙∙ ∙∙ ∙∙∙ ∙∙∙∙ ∙∙∙∙∙ ∙∙∙∙∙∙ ∙∙∙∙∙∙∙ ∙∙ ∙∙∙ ∙∙∙∙ ∙∙∙∙∙ ∙∙∙∙∙∙ ∙∙∙∙∙∙∙ ∙∙ ∙∙∙ ∙∙∙∙ ∙∙∙∙∙ ∙∙∙∙∙∙ ∙∙∙∙∙∙∙ ∙∙ ∙∙∙ ∙∙∙∙ ∙∙∙∙∙ ∙∙∙∙∙∙ ∙∙∙∙∙∙∙ ∙∙ ∙∙∙ ∙∙∙∙ ∙∙∙∙∙ ∙∙∙∙∙∙ ∙∙∙∙∙∙∙ ∙∙ ∙∙∙ ∙∙∙∙ ∙∙∙∙∙ ∙∙∙∙∙∙ ∙∙∙∙∙∙∙ ∙∙ ∙∙∙ ∙∙∙∙ ∙∙∙∙∙ ∙∙∙∙∙∙ ∙∙∙∙∙∙∙ ∙∙ ∙∙∙ ∙∙∙∙ ∙∙∙∙∙ ∙∙∙∙∙∙ ∙∙∙∙∙∙∙ ∙∙ ∙∙∙ ∙∙∙∙ ∙∙∙∙∙ ∙∙∙∙∙∙ ∙∙∙∙∙∙∙ ∙∙ ∙∙∙ ∙∙∙∙ ∙∙∙∙∙ ∙∙∙∙∙∙ ∙∙∙∙∙∙∙ ∙∙ ∙∙∙ ∙∙∙∙ ∙∙∙∙∙ ∙∙∙∙∙∙ ∙∙∙∙∙∙∙ ∙∙ ∙∙∙ ∙∙∙∙ ∙∙∙∙∙ ∙∙∙∙∙∙ ∙∙∙∙∙∙∙ ∙∙ ∙∙∙ ∙∙∙∙ ∙∙∙∙∙ ∙∙∙∙∙∙ ∙∙∙∙∙∙∙ ∙∙ ∙∙∙ ∙∙∙∙ ∙∙∙∙∙ ∙∙∙∙∙∙ ∙∙∙∙∙∙∙ ∙∙ ∙∙∙ ∙∙∙∙ ∙∙∙∙∙ ∙∙∙∙∙∙ ∙∙∙∙∙∙∙ ∙∙ ∙∙∙ ∙∙∙∙ ∙∙∙∙∙ ∙∙∙∙∙∙ ∙∙∙∙∙∙∙ ∙∙ ∙∙∙ ∙∙∙∙ ∙∙∙∙∙ ∙∙∙∙∙∙ ∙∙∙∙∙∙∙ ∙∙ ∙∙∙ ∙∙∙∙ ∙∙∙∙∙ ∙∙∙∙∙∙ ∙∙∙∙∙∙∙ ∙∙ ∙∙∙ ∙∙∙∙ ∙∙∙∙∙ ∙∙∙∙∙∙ ∙∙∙∙∙∙∙ ∙∙ ∙∙∙ ∙∙∙∙ ∙∙∙∙∙ ∙∙∙∙∙∙ ∙∙∙∙∙∙∙ ∙∙ ∙∙∙ ∙∙∙∙ ∙∙∙∙∙ ∙∙∙∙∙∙ ∙∙∙∙∙∙∙ ∙∙ ∙∙∙ ∙∙∙∙ ∙∙∙∙∙ ∙∙∙∙∙∙ ∙∙∙∙∙∙∙ ∙∙ ∙∙∙ ∙∙∙∙ ∙∙∙∙∙ ∙∙∙∙∙∙ ∙∙∙∙∙∙∙ ∙∙ ∙∙∙ ∙∙∙∙ ∙∙∙∙∙ ∙∙∙∙∙∙ ∙∙∙∙∙∙∙ ∙∙ ∙∙∙ ∙∙∙∙ ∙∙∙∙∙ ∙∙∙∙∙∙ ∙∙∙∙∙∙∙ ∙∙ ∙∙∙ ∙∙∙∙ ∙∙∙∙∙ ∙∙∙∙∙∙ ∙∙∙∙∙∙∙ ∙∙ ∙∙∙ ∙∙∙∙ ∙∙∙∙∙ ∙∙∙∙∙∙ ∙∙∙∙∙∙∙ ∙∙ ∙∙∙ ∙∙∙∙ ∙∙∙∙∙ ∙∙∙∙∙∙ ∙∙∙∙∙∙∙ ∙∙ ∙∙∙ ∙∙∙∙ ∙∙∙∙∙ ∙∙∙∙∙∙ ∙∙∙∙∙∙∙ ∙∙ ∙∙∙ ∙∙∙∙ ∙∙∙∙∙ ∙∙∙∙∙∙ ∙∙∙∙∙∙∙ ∙∙ ∙∙∙ ∙∙∙∙ ∙∙∙∙∙ ∙∙∙∙∙∙ ∙∙∙∙∙∙∙ ∙∙ ∙∙∙ ∙∙∙∙ ∙∙∙∙∙ ∙∙∙∙∙∙ ∙∙∙∙∙∙∙ ∙∙ ∙∙∙ ∙∙∙∙ ∙∙∙∙∙ ∙∙∙∙∙∙ ∙∙∙∙∙∙∙ ∙∙ ∙∙∙ ∙∙∙∙ ∙∙∙∙∙ ∙∙∙∙∙∙ ∙∙∙∙∙∙∙ ∙∙ ∙∙∙ ∙∙∙∙ ∙∙∙∙∙ ∙∙∙∙∙∙ ∙∙∙∙∙∙∙ ∙∙ ∙∙∙ ∙∙∙∙ ∙∙∙∙∙ ∙∙∙∙∙∙ ∙∙∙∙∙∙∙ ∙∙ ∙∙∙ ∙∙∙∙ ∙∙∙∙∙ (474, 165, 618, 299)
section-heading: Bedsteads and Cots. (900, 515, 1000, 529)
section-heading: EXPECTED ARRIVALS (513, 452, 579, 459)
list-item: IN TIES, (953, 166, 979, 174)
article-body: ∙∙ ∙∙∙ ∙∙∙∙ ∙∙∙∙∙ ∙∙∙∙∙∙ ∙∙∙∙∙∙∙ ∙∙ ∙∙∙ ∙∙∙∙ ∙∙∙∙∙ ∙∙∙∙∙∙ ∙∙∙∙∙∙∙ ∙∙ ∙∙∙ ∙∙∙∙ ∙∙∙∙∙ ∙∙∙∙∙∙ ∙∙∙∙∙∙∙ ∙∙ ∙∙∙ ∙∙∙∙ ∙∙∙∙∙ ∙∙∙∙∙∙ ∙∙∙∙∙∙∙ ∙∙ ∙∙∙ ∙∙∙∙ ∙∙∙∙∙ ∙∙∙∙∙∙ ∙∙∙∙∙∙∙ ∙∙ ∙∙∙ ∙∙∙∙ ∙∙∙∙∙ ∙∙∙∙∙∙ ∙∙∙∙∙∙∙ ∙∙ ∙∙∙ ∙∙∙∙ ∙∙∙∙∙ ∙∙∙∙∙∙ ∙∙∙∙∙∙∙ ∙∙ ∙∙∙ ∙∙∙∙ ∙∙∙∙∙ ∙∙∙∙∙∙ ∙∙∙∙∙∙∙ ∙∙ ∙∙∙ ∙∙∙∙ ∙∙∙∙∙ ∙∙∙∙∙∙ ∙∙∙∙∙∙∙ ∙∙ ∙∙∙ ∙∙∙∙ ∙∙∙∙∙ ∙∙∙∙∙∙ ∙∙∙∙∙∙∙ ∙∙ ∙∙∙ ∙∙∙∙ ∙∙∙∙∙ ∙∙∙∙∙∙ ∙∙∙∙∙∙∙ ∙∙ ∙∙∙ ∙∙∙∙ ∙∙∙∙∙ ∙∙∙∙∙∙ ∙∙∙∙∙∙∙ ∙∙ ∙∙∙ ∙∙∙∙ ∙∙∙∙∙ ∙∙∙∙∙∙ ∙∙∙∙∙∙∙ ∙∙ ∙∙∙ ∙∙∙∙ ∙∙∙∙∙ ∙∙∙∙∙∙ ∙∙∙∙∙∙∙ ∙∙ ∙∙∙ ∙∙∙∙ ∙∙∙∙∙ ∙∙∙∙∙∙ ∙∙∙∙∙∙∙ ∙∙ ∙∙∙ ∙∙∙∙ ∙∙∙∙∙ ∙∙∙∙∙∙ ∙∙∙∙∙∙∙ ∙∙ ∙∙∙ ∙∙∙∙ ∙∙∙∙∙ ∙∙∙∙∙∙ ∙∙∙∙∙∙∙ ∙∙ ∙∙∙ ∙∙∙∙ ∙∙∙∙∙ ∙∙∙∙∙∙ ∙∙∙∙∙∙∙ ∙∙ ∙∙∙ ∙∙∙∙ ∙∙∙∙∙ ∙∙∙∙∙∙ ∙∙∙∙∙∙∙ ∙∙ ∙∙∙ ∙∙∙∙ ∙∙∙∙∙ ∙∙∙∙∙∙ ∙∙∙∙∙∙∙ (474, 599, 618, 655)
list-item: NEW DATES, per lb., 4d. (818, 1416, 877, 1423)
section-heading: WELLINGTON SOUTH. (58, 302, 126, 309)
list-item: 1in. SINGLE BEDSTEAD—25s. Reduced 16s. (806, 532, 913, 538)
article-body: ∙∙ ∙∙∙ ∙∙∙∙ ∙∙∙∙∙ ∙∙∙∙∙∙ ∙∙∙∙∙∙∙ ∙∙ ∙∙∙ ∙∙∙∙ ∙∙∙∙∙ ∙∙∙∙∙∙ ∙∙∙∙∙∙∙ ∙∙ ∙∙∙ ∙∙∙∙ ∙∙∙∙∙ ∙∙∙∙∙∙ ∙∙∙∙∙∙∙ ∙∙ ∙∙∙ ∙∙∙∙ ∙∙∙∙∙ ∙∙∙∙∙∙ ∙∙∙∙∙∙∙ ∙∙ ∙∙∙ ∙∙∙∙ ∙∙∙∙∙ ∙∙∙∙∙∙ ∙∙∙∙∙∙∙ ∙∙ ∙∙∙ ∙∙∙∙ ∙∙∙∙∙ ∙∙∙∙∙∙ ∙∙∙∙∙∙∙ ∙∙ ∙∙∙ ∙∙∙∙ ∙∙∙∙∙ ∙∙∙∙∙∙ ∙∙∙∙∙∙∙ ∙∙ ∙∙∙ ∙∙∙∙ ∙∙∙∙∙ ∙∙∙∙∙∙ ∙∙∙∙∙∙∙ ∙∙ ∙∙∙ ∙∙∙∙ ∙∙∙∙∙ ∙∙∙∙∙∙ ∙∙∙∙∙∙∙ ∙∙ ∙∙∙ ∙∙∙∙ ∙∙∙∙∙ ∙∙∙∙∙∙ ∙∙∙∙∙∙∙ ∙∙ ∙∙∙ ∙∙∙∙ ∙∙∙∙∙ ∙∙∙∙∙∙ ∙∙∙∙∙∙∙ ∙∙ ∙∙∙ ∙∙∙∙ ∙∙∙∙∙ ∙∙∙∙∙∙ ∙∙∙∙∙∙∙ ∙∙ ∙∙∙ ∙∙∙∙ ∙∙∙∙∙ ∙∙∙∙∙∙ ∙∙∙∙∙∙∙ ∙∙ ∙∙∙ ∙∙∙∙ ∙∙∙∙∙ ∙∙∙∙∙∙ ∙∙∙∙∙∙∙ ∙∙ ∙∙∙ ∙∙∙∙ ∙∙∙∙∙ ∙∙∙∙∙∙ ∙∙∙∙∙∙∙ ∙∙ ∙∙∙ ∙∙∙∙ ∙∙∙∙∙ ∙∙∙∙∙∙ ∙∙∙∙∙∙∙ ∙∙ ∙∙∙ ∙∙∙∙ ∙∙∙∙∙ ∙∙∙∙∙∙ ∙∙∙∙∙∙∙ ∙∙ ∙∙∙ ∙∙∙∙ ∙∙∙∙∙ ∙∙∙∙∙∙ ∙∙∙∙∙∙∙ ∙∙ ∙∙∙ ∙∙∙∙ ∙∙∙∙∙ ∙∙∙∙∙∙ ∙∙∙∙∙∙∙ ∙∙ ∙∙∙ ∙∙∙∙ ∙∙∙∙∙ ∙∙∙∙∙∙ ∙∙∙∙∙∙∙ (172, 593, 316, 649)
section-heading: FIFTH ROUND BEGUN. (58, 77, 126, 83)
column-cricket-2 (172, 40, 316, 1660)
article-body: ∙∙ ∙∙∙ ∙∙∙∙ ∙∙∙∙∙ ∙∙∙∙∙∙ ∙∙∙∙∙∙∙ ∙∙ ∙∙∙ ∙∙∙∙ ∙∙∙∙∙ ∙∙∙∙∙∙ ∙∙∙∙∙∙∙ ∙∙ ∙∙∙ ∙∙∙∙ ∙∙∙∙∙ ∙∙∙∙∙∙ ∙∙∙∙∙∙∙ ∙∙ ∙∙∙ ∙∙∙∙ ∙∙∙∙∙ ∙∙∙∙∙∙ ∙∙∙∙∙∙∙ ∙∙ ∙∙∙ ∙∙∙∙ ∙∙∙∙∙ ∙∙∙∙∙∙ ∙∙∙∙∙∙∙ ∙∙ ∙∙∙ ∙∙∙∙ ∙∙∙∙∙ ∙∙∙∙∙∙ ∙∙∙∙∙∙∙ ∙∙ ∙∙∙ ∙∙∙∙ ∙∙∙∙∙ ∙∙∙∙∙∙ ∙∙∙∙∙∙∙ ∙∙ ∙∙∙ ∙∙∙∙ ∙∙∙∙∙ ∙∙∙∙∙∙ ∙∙∙∙∙∙∙ ∙∙ ∙∙∙ ∙∙∙∙ ∙∙∙∙∙ ∙∙∙∙∙∙ ∙∙∙∙∙∙∙ ∙∙ ∙∙∙ ∙∙∙∙ ∙∙∙∙∙ ∙∙∙∙∙∙ ∙∙∙∙∙∙∙ ∙∙ ∙∙∙ ∙∙∙∙ ∙∙∙∙∙ ∙∙∙∙∙∙ ∙∙∙∙∙∙∙ ∙∙ ∙∙∙ ∙∙∙∙ ∙∙∙∙∙ ∙∙∙∙∙∙ ∙∙∙∙∙∙∙ ∙∙ ∙∙∙ ∙∙∙∙ ∙∙∙∙∙ ∙∙∙∙∙∙ ∙∙∙∙∙∙∙ ∙∙ ∙∙∙ ∙∙∙∙ ∙∙∙∙∙ ∙∙∙∙∙∙ ∙∙∙∙∙∙∙ ∙∙ ∙∙∙ ∙∙∙∙ ∙∙∙∙∙ ∙∙∙∙∙∙ ∙∙∙∙∙∙∙ ∙∙ ∙∙∙ ∙∙∙∙ ∙∙∙∙∙ ∙∙∙∙∙∙ ∙∙∙∙∙∙∙ ∙∙ ∙∙∙ ∙∙∙∙ ∙∙∙∙∙ ∙∙∙∙∙∙ ∙∙∙∙∙∙∙ ∙∙ ∙∙∙ ∙∙∙∙ ∙∙∙∙∙ ∙∙∙∙∙∙ ∙∙∙∙∙∙∙ ∙∙ ∙∙∙ ∙∙∙∙ ∙∙∙∙∙ ∙∙∙∙∙∙ ∙∙∙∙∙∙∙ ∙∙ ∙∙∙ ∙∙∙∙ ∙∙∙∙∙ ∙∙∙∙∙∙ ∙∙∙∙∙∙∙ ∙∙ ∙∙∙ ∙∙∙∙ ∙∙∙∙∙ ∙∙∙∙∙∙ ∙∙∙∙∙∙∙ ∙∙ ∙∙∙ ∙∙∙∙ ∙∙∙∙∙ ∙∙∙∙∙∙ ∙∙∙∙∙∙∙ ∙∙ ∙∙∙ ∙∙∙∙ ∙∙∙∙∙ ∙∙∙∙∙∙ ∙∙∙∙∙∙∙ ∙∙ ∙∙∙ ∙∙∙∙ ∙∙∙∙∙ ∙∙∙∙∙∙ ∙∙∙∙∙∙∙ ∙∙ ∙∙∙ ∙∙∙∙ ∙∙∙∙∙ ∙∙∙∙∙∙ ∙∙∙∙∙∙∙ ∙∙ ∙∙∙ ∙∙∙∙ ∙∙∙∙∙ ∙∙∙∙∙∙ ∙∙∙∙∙∙∙ ∙∙ ∙∙∙ ∙∙∙∙ ∙∙∙∙∙ ∙∙∙∙∙∙ ∙∙∙∙∙∙∙ ∙∙ ∙∙∙ ∙∙∙∙ ∙∙∙∙∙ ∙∙∙∙∙∙ ∙∙∙∙∙∙∙ ∙∙ ∙∙∙ ∙∙∙∙ ∙∙∙∙∙ ∙∙∙∙∙∙ ∙∙∙∙∙∙∙ ∙∙ ∙∙∙ ∙∙∙∙ ∙∙∙∙∙ ∙∙∙∙∙∙ ∙∙∙∙∙∙∙ (20, 214, 164, 298)
moon-time: 5.58 p.m. (596, 86, 618, 92)
moon-day: 19 (557, 86, 564, 92)
article-body: ∙∙ ∙∙∙ ∙∙∙∙ ∙∙∙∙∙ ∙∙∙∙∙∙ ∙∙∙∙∙∙∙ ∙∙ ∙∙∙ ∙∙∙∙ ∙∙∙∙∙ ∙∙∙∙∙∙ ∙∙∙∙∙∙∙ ∙∙ ∙∙∙ ∙∙∙∙ ∙∙∙∙∙ ∙∙∙∙∙∙ ∙∙∙∙∙∙∙ ∙∙ ∙∙∙ ∙∙∙∙ ∙∙∙∙∙ ∙∙∙∙∙∙ ∙∙∙∙∙∙∙ ∙∙ ∙∙∙ ∙∙∙∙ ∙∙∙∙∙ ∙∙∙∙∙∙ ∙∙∙∙∙∙∙ ∙∙ ∙∙∙ ∙∙∙∙ ∙∙∙∙∙ ∙∙∙∙∙∙ ∙∙∙∙∙∙∙ ∙∙ ∙∙∙ ∙∙∙∙ ∙∙∙∙∙ ∙∙∙∙∙∙ ∙∙∙∙∙∙∙ ∙∙ ∙∙∙ ∙∙∙∙ ∙∙∙∙∙ ∙∙∙∙∙∙ ∙∙∙∙∙∙∙ ∙∙ ∙∙∙ ∙∙∙∙ ∙∙∙∙∙ ∙∙∙∙∙∙ ∙∙∙∙∙∙∙ ∙∙ ∙∙∙ ∙∙∙∙ ∙∙∙∙∙ ∙∙∙∙∙∙ ∙∙∙∙∙∙∙ ∙∙ ∙∙∙ ∙∙∙∙ ∙∙∙∙∙ ∙∙∙∙∙∙ ∙∙∙∙∙∙∙ ∙∙ ∙∙∙ ∙∙∙∙ ∙∙∙∙∙ ∙∙∙∙∙∙ ∙∙∙∙∙∙∙ ∙∙ ∙∙∙ ∙∙∙∙ ∙∙∙∙∙ ∙∙∙∙∙∙ ∙∙∙∙∙∙∙ ∙∙ ∙∙∙ ∙∙∙∙ ∙∙∙∙∙ ∙∙∙∙∙∙ ∙∙∙∙∙∙∙ ∙∙ ∙∙∙ ∙∙∙∙ ∙∙∙∙∙ ∙∙∙∙∙∙ ∙∙∙∙∙∙∙ (324, 463, 466, 508)
section-heading: HIGH WATER. (525, 101, 567, 108)
section-heading: SENIOR CHAMPIONSHIP MATCHES. (39, 66, 145, 72)
article-body: ∙∙ ∙∙∙ ∙∙∙∙ ∙∙∙∙∙ ∙∙∙∙∙∙ ∙∙∙∙∙∙∙ ∙∙ ∙∙∙ ∙∙∙∙ ∙∙∙∙∙ ∙∙∙∙∙∙ ∙∙∙∙∙∙∙ ∙∙ ∙∙∙ ∙∙∙∙ ∙∙∙∙∙ ∙∙∙∙∙∙ ∙∙∙∙∙∙∙ ∙∙ ∙∙∙ ∙∙∙∙ ∙∙∙∙∙ ∙∙∙∙∙∙ ∙∙∙∙∙∙∙ ∙∙ ∙∙∙ ∙∙∙∙ ∙∙∙∙∙ ∙∙∙∙∙∙ ∙∙∙∙∙∙∙ ∙∙ ∙∙∙ ∙∙∙∙ ∙∙∙∙∙ ∙∙∙∙∙∙ ∙∙∙∙∙∙∙ ∙∙ ∙∙∙ ∙∙∙∙ ∙∙∙∙∙ ∙∙∙∙∙∙ ∙∙∙∙∙∙∙ ∙∙ ∙∙∙ ∙∙∙∙ ∙∙∙∙∙ ∙∙∙∙∙∙ ∙∙∙∙∙∙∙ ∙∙ ∙∙∙ ∙∙∙∙ ∙∙∙∙∙ ∙∙∙∙∙∙ ∙∙∙∙∙∙∙ ∙∙ ∙∙∙ ∙∙∙∙ ∙∙∙∙∙ ∙∙∙∙∙∙ ∙∙∙∙∙∙∙ ∙∙ ∙∙∙ ∙∙∙∙ ∙∙∙∙∙ ∙∙∙∙∙∙ ∙∙∙∙∙∙∙ ∙∙ ∙∙∙ ∙∙∙∙ ∙∙∙∙∙ ∙∙∙∙∙∙ ∙∙∙∙∙∙∙ ∙∙ ∙∙∙ ∙∙∙∙ ∙∙∙∙∙ ∙∙∙∙∙∙ ∙∙∙∙∙∙∙ ∙∙ ∙∙∙ ∙∙∙∙ ∙∙∙∙∙ ∙∙∙∙∙∙ ∙∙∙∙∙∙∙ ∙∙ ∙∙∙ ∙∙∙∙ ∙∙∙∙∙ ∙∙∙∙∙∙ ∙∙∙∙∙∙∙ (324, 345, 466, 390)
list-item: 1in. HOSPITAL BED and MATTRESS—35s. Reduced 30s. (806, 539, 941, 545)
article-body: ∙∙ ∙∙∙ ∙∙∙∙ ∙∙∙∙∙ ∙∙∙∙∙∙ ∙∙∙∙∙∙∙ ∙∙ ∙∙∙ ∙∙∙∙ ∙∙∙∙∙ ∙∙∙∙∙∙ ∙∙∙∙∙∙∙ ∙∙ ∙∙∙ ∙∙∙∙ ∙∙∙∙∙ ∙∙∙∙∙∙ ∙∙∙∙∙∙∙ ∙∙ ∙∙∙ ∙∙∙∙ ∙∙∙∙∙ ∙∙∙∙∙∙ ∙∙∙∙∙∙∙ ∙∙ ∙∙∙ ∙∙∙∙ ∙∙∙∙∙ ∙∙∙∙∙∙ ∙∙∙∙∙∙∙ ∙∙ ∙∙∙ ∙∙∙∙ ∙∙∙∙∙ ∙∙∙∙∙∙ ∙∙∙∙∙∙∙ ∙∙ ∙∙∙ ∙∙∙∙ ∙∙∙∙∙ ∙∙∙∙∙∙ ∙∙∙∙∙∙∙ ∙∙ ∙∙∙ ∙∙∙∙ ∙∙∙∙∙ ∙∙∙∙∙∙ ∙∙∙∙∙∙∙ ∙∙ ∙∙∙ ∙∙∙∙ ∙∙∙∙∙ ∙∙∙∙∙∙ ∙∙∙∙∙∙∙ ∙∙ ∙∙∙ ∙∙∙∙ ∙∙∙∙∙ ∙∙∙∙∙∙ ∙∙∙∙∙∙∙ ∙∙ ∙∙∙ ∙∙∙∙ ∙∙∙∙∙ ∙∙∙∙∙∙ ∙∙∙∙∙∙∙ ∙∙ ∙∙∙ ∙∙∙∙ ∙∙∙∙∙ ∙∙∙∙∙∙ ∙∙∙∙∙∙∙ ∙∙ ∙∙∙ ∙∙∙∙ ∙∙∙∙∙ ∙∙∙∙∙∙ ∙∙∙∙∙∙∙ ∙∙ ∙∙∙ ∙∙∙∙ ∙∙∙∙∙ ∙∙∙∙∙∙ ∙∙∙∙∙∙∙ ∙∙ ∙∙∙ ∙∙∙∙ ∙∙∙∙∙ ∙∙∙∙∙∙ ∙∙∙∙∙∙∙ ∙∙ ∙∙∙ ∙∙∙∙ ∙∙∙∙∙ ∙∙∙∙∙∙ ∙∙∙∙∙∙∙ ∙∙ ∙∙∙ ∙∙∙∙ ∙∙∙∙∙ (474, 536, 618, 586)
table-row (474, 92, 618, 98)
article-body: ∙∙ ∙∙∙ ∙∙∙∙ ∙∙∙∙∙ ∙∙∙∙∙∙ ∙∙∙∙∙∙∙ ∙∙ ∙∙∙ ∙∙∙∙ ∙∙∙∙∙ ∙∙∙∙∙∙ ∙∙∙∙∙∙∙ ∙∙ ∙∙∙ ∙∙∙∙ ∙∙∙∙∙ ∙∙∙∙∙∙ ∙∙∙∙∙∙∙ ∙∙ ∙∙∙ ∙∙∙∙ ∙∙∙∙∙ ∙∙∙∙∙∙ ∙∙∙∙∙∙∙ ∙∙ ∙∙∙ ∙∙∙∙ ∙∙∙∙∙ ∙∙∙∙∙∙ ∙∙∙∙∙∙∙ ∙∙ ∙∙∙ ∙∙∙∙ ∙∙∙∙∙ ∙∙∙∙∙∙ ∙∙∙∙∙∙∙ ∙∙ ∙∙∙ ∙∙∙∙ ∙∙∙∙∙ ∙∙∙∙∙∙ ∙∙∙∙∙∙∙ ∙∙ ∙∙∙ ∙∙∙∙ ∙∙∙∙∙ ∙∙∙∙∙∙ ∙∙∙∙∙∙∙ ∙∙ ∙∙∙ ∙∙∙∙ ∙∙∙∙∙ ∙∙∙∙∙∙ ∙∙∙∙∙∙∙ ∙∙ ∙∙∙ ∙∙∙∙ ∙∙∙∙∙ ∙∙∙∙∙∙ ∙∙∙∙∙∙∙ ∙∙ ∙∙∙ ∙∙∙∙ ∙∙∙∙∙ ∙∙∙∙∙∙ ∙∙∙∙∙∙∙ ∙∙ ∙∙∙ ∙∙∙∙ ∙∙∙∙∙ ∙∙∙∙∙∙ ∙∙∙∙∙∙∙ ∙∙ ∙∙∙ ∙∙∙∙ ∙∙∙∙∙ ∙∙∙∙∙∙ ∙∙∙∙∙∙∙ ∙∙ ∙∙∙ ∙∙∙∙ ∙∙∙∙∙ ∙∙∙∙∙∙ ∙∙∙∙∙∙∙ ∙∙ ∙∙∙ ∙∙∙∙ ∙∙∙∙∙ ∙∙∙∙∙∙ ∙∙∙∙∙∙∙ ∙∙ ∙∙∙ ∙∙∙∙ ∙∙∙∙∙ ∙∙∙∙∙∙ ∙∙∙∙∙∙∙ ∙∙ ∙∙∙ ∙∙∙∙ ∙∙∙∙∙ ∙∙∙∙∙∙ ∙∙∙∙∙∙∙ ∙∙ ∙∙∙ ∙∙∙∙ ∙∙∙∙∙ ∙∙∙∙∙∙ ∙∙∙∙∙∙∙ ∙∙ ∙∙∙ ∙∙∙∙ ∙∙∙∙∙ ∙∙∙∙∙∙ ∙∙∙∙∙∙∙ ∙∙ ∙∙∙ ∙∙∙∙ ∙∙∙∙∙ ∙∙∙∙∙∙ ∙∙∙∙∙∙∙ ∙∙ ∙∙∙ ∙∙∙∙ ∙∙∙∙∙ ∙∙∙∙∙∙ ∙∙∙∙∙∙∙ ∙∙ ∙∙∙ ∙∙∙∙ ∙∙∙∙∙ ∙∙∙∙∙∙ ∙∙∙∙∙∙∙ ∙∙ ∙∙∙ ∙∙∙∙ ∙∙∙∙∙ ∙∙∙∙∙∙ ∙∙∙∙∙∙∙ ∙∙ ∙∙∙ ∙∙∙∙ ∙∙∙∙∙ ∙∙∙∙∙∙ ∙∙∙∙∙∙∙ ∙∙ ∙∙∙ ∙∙∙∙ ∙∙∙∙∙ ∙∙∙∙∙∙ ∙∙∙∙∙∙∙ ∙∙ ∙∙∙ ∙∙∙∙ ∙∙∙∙∙ ∙∙∙∙∙∙ ∙∙∙∙∙∙∙ ∙∙ ∙∙∙ ∙∙∙∙ ∙∙∙∙∙ ∙∙∙∙∙∙ ∙∙∙∙∙∙∙ ∙∙ ∙∙∙ ∙∙∙∙ ∙∙∙∙∙ ∙∙∙∙∙∙ ∙∙∙∙∙∙∙ ∙∙ ∙∙∙ ∙∙∙∙ ∙∙∙∙∙ ∙∙∙∙∙∙ ∙∙∙∙∙∙∙ ∙∙ ∙∙∙ ∙∙∙∙ ∙∙∙∙∙ ∙∙∙∙∙∙ ∙∙∙∙∙∙∙ ∙∙ ∙∙∙ ∙∙∙∙ ∙∙∙∙∙ ∙∙∙∙∙∙ ∙∙∙∙∙∙∙ ∙∙ ∙∙∙ ∙∙∙∙ ∙∙∙∙∙ ∙∙∙∙∙∙ ∙∙∙∙∙∙∙ ∙∙ ∙∙∙ ∙∙∙∙ ∙∙∙∙∙ ∙∙∙∙∙∙ ∙∙∙∙∙∙∙ ∙∙ ∙∙∙ ∙∙∙∙ ∙∙∙∙∙ ∙∙∙∙∙∙ ∙∙∙∙∙∙∙ ∙∙ ∙∙∙ ∙∙∙∙ ∙∙∙∙∙ ∙∙∙∙∙∙ ∙∙∙∙∙∙∙ ∙∙ ∙∙∙ ∙∙∙∙ ∙∙∙∙∙ ∙∙∙∙∙∙ ∙∙∙∙∙∙∙ ∙∙ ∙∙∙ ∙∙∙∙ ∙∙∙∙∙ ∙∙∙∙∙∙ ∙∙∙∙∙∙∙ ∙∙ ∙∙∙ ∙∙∙∙ ∙∙∙∙∙ ∙∙∙∙∙∙ ∙∙∙∙∙∙∙ ∙∙ ∙∙∙ ∙∙∙∙ ∙∙∙∙∙ ∙∙∙∙∙∙ ∙∙∙∙∙∙∙ ∙∙ ∙∙∙ ∙∙∙∙ ∙∙∙∙∙ ∙∙∙∙∙∙ ∙∙∙∙∙∙∙ ∙∙ ∙∙∙ ∙∙∙∙ ∙∙∙∙∙ ∙∙∙∙∙∙ ∙∙∙∙∙∙∙ ∙∙ ∙∙∙ ∙∙∙∙ ∙∙∙∙∙ ∙∙∙∙∙∙ ∙∙∙∙∙∙∙ ∙∙ ∙∙∙ ∙∙∙∙ ∙∙∙∙∙ ∙∙∙∙∙∙ ∙∙∙∙∙∙∙ ∙∙ ∙∙∙ ∙∙∙∙ ∙∙∙∙∙ ∙∙∙∙∙∙ ∙∙∙∙∙∙∙ ∙∙ ∙∙∙ ∙∙∙∙ ∙∙∙∙∙ ∙∙∙∙∙∙ ∙∙∙∙∙∙∙ ∙∙ ∙∙∙ ∙∙∙∙ ∙∙∙∙∙ ∙∙∙∙∙∙ ∙∙∙∙∙∙∙ ∙∙ ∙∙∙ ∙∙∙∙ ∙∙∙∙∙ ∙∙∙∙∙∙ ∙∙∙∙∙∙∙ ∙∙ ∙∙∙ ∙∙∙∙ ∙∙∙∙∙ ∙∙∙∙∙∙ ∙∙∙∙∙∙∙ ∙∙ ∙∙∙ ∙∙∙∙ ∙∙∙∙∙ ∙∙∙∙∙∙ ∙∙∙∙∙∙∙ ∙∙ ∙∙∙ ∙∙∙∙ ∙∙∙∙∙ ∙∙∙∙∙∙ ∙∙∙∙∙∙∙ (324, 524, 466, 664)
scorecard: ∙∙ ∙∙∙ ∙∙∙∙ ∙∙∙∙∙ ∙∙∙∙∙∙ ∙∙∙∙∙∙∙ ∙∙ ∙∙∙ ∙∙∙∙ ∙∙∙∙∙ ∙∙∙∙∙∙ ∙∙∙∙∙∙∙ ∙∙ ∙∙∙ ∙∙∙∙ ∙∙∙∙∙ ∙∙∙∙∙∙ ∙∙∙∙∙∙∙ ∙∙ ∙∙∙ ∙∙∙∙ ∙∙∙∙∙ ∙∙∙∙∙∙ ∙∙∙∙∙∙∙ ∙∙ ∙∙∙ ∙∙∙∙ ∙∙∙∙∙ ∙∙∙∙∙∙ ∙∙∙∙∙∙∙ ∙∙ ∙∙∙ ∙∙∙∙ ∙∙∙∙∙ ∙∙∙∙∙∙ ∙∙∙∙∙∙∙ ∙∙ ∙∙∙ ∙∙∙∙ ∙∙∙∙∙ ∙∙∙∙∙∙ ∙∙∙∙∙∙∙ ∙∙ ∙∙∙ ∙∙∙∙ ∙∙∙∙∙ ∙∙∙∙∙∙ ∙∙∙∙∙∙∙ ∙∙ ∙∙∙ ∙∙∙∙ ∙∙∙∙∙ ∙∙∙∙∙∙ ∙∙∙∙∙∙∙ ∙∙ ∙∙∙ ∙∙∙∙ ∙∙∙∙∙ ∙∙∙∙∙∙ ∙∙∙∙∙∙∙ ∙∙ ∙∙∙ ∙∙∙∙ ∙∙∙∙∙ ∙∙∙∙∙∙ ∙∙∙∙∙∙∙ ∙∙ ∙∙∙ ∙∙∙∙ ∙∙∙∙∙ ∙∙∙∙∙∙ ∙∙∙∙∙∙∙ ∙∙ ∙∙∙ ∙∙∙∙ ∙∙∙∙∙ ∙∙∙∙∙∙ ∙∙∙∙∙∙∙ ∙∙ ∙∙∙ ∙∙∙∙ ∙∙∙∙∙ ∙∙∙∙∙∙ ∙∙∙∙∙∙∙ ∙∙ ∙∙∙ ∙∙∙∙ ∙∙∙∙∙ ∙∙∙∙∙∙ ∙∙∙∙∙∙∙ ∙∙ ∙∙∙ ∙∙∙∙ ∙∙∙∙∙ ∙∙∙∙∙∙ ∙∙∙∙∙∙∙ ∙∙ ∙∙∙ ∙∙∙∙ ∙∙∙∙∙ (172, 127, 316, 178)
ad-title: EXCEPTIONAL OPPORTUNITY (852, 340, 1048, 395)
exceptional-opportunity-ad (800, 340, 1100, 1240)
article-body: ∙∙ ∙∙∙ ∙∙∙∙ ∙∙∙∙∙ ∙∙∙∙∙∙ ∙∙∙∙∙∙∙ ∙∙ ∙∙∙ ∙∙∙∙ ∙∙∙∙∙ ∙∙∙∙∙∙ ∙∙∙∙∙∙∙ ∙∙ ∙∙∙ ∙∙∙∙ ∙∙∙∙∙ ∙∙∙∙∙∙ ∙∙∙∙∙∙∙ ∙∙ ∙∙∙ ∙∙∙∙ ∙∙∙∙∙ ∙∙∙∙∙∙ ∙∙∙∙∙∙∙ ∙∙ ∙∙∙ ∙∙∙∙ ∙∙∙∙∙ ∙∙∙∙∙∙ ∙∙∙∙∙∙∙ ∙∙ ∙∙∙ ∙∙∙∙ ∙∙∙∙∙ ∙∙∙∙∙∙ ∙∙∙∙∙∙∙ ∙∙ ∙∙∙ ∙∙∙∙ ∙∙∙∙∙ ∙∙∙∙∙∙ ∙∙∙∙∙∙∙ ∙∙ ∙∙∙ ∙∙∙∙ ∙∙∙∙∙ ∙∙∙∙∙∙ ∙∙∙∙∙∙∙ ∙∙ ∙∙∙ ∙∙∙∙ ∙∙∙∙∙ ∙∙∙∙∙∙ ∙∙∙∙∙∙∙ ∙∙ ∙∙∙ ∙∙∙∙ ∙∙∙∙∙ ∙∙∙∙∙∙ ∙∙∙∙∙∙∙ ∙∙ ∙∙∙ ∙∙∙∙ ∙∙∙∙∙ ∙∙∙∙∙∙ ∙∙∙∙∙∙∙ ∙∙ ∙∙∙ ∙∙∙∙ ∙∙∙∙∙ ∙∙∙∙∙∙ ∙∙∙∙∙∙∙ ∙∙ ∙∙∙ ∙∙∙∙ ∙∙∙∙∙ ∙∙∙∙∙∙ ∙∙∙∙∙∙∙ ∙∙ ∙∙∙ ∙∙∙∙ ∙∙∙∙∙ ∙∙∙∙∙∙ ∙∙∙∙∙∙∙ ∙∙ ∙∙∙ ∙∙∙∙ ∙∙∙∙∙ ∙∙∙∙∙∙ ∙∙∙∙∙∙∙ ∙∙ ∙∙∙ ∙∙∙∙ ∙∙∙∙∙ ∙∙∙∙∙∙ ∙∙∙∙∙∙∙ ∙∙ ∙∙∙ ∙∙∙∙ ∙∙∙∙∙ ∙∙∙∙∙∙ ∙∙∙∙∙∙∙ ∙∙ ∙∙∙ ∙∙∙∙ ∙∙∙∙∙ ∙∙∙∙∙∙ ∙∙∙∙∙∙∙ ∙∙ ∙∙∙ ∙∙∙∙ ∙∙∙∙∙ ∙∙∙∙∙∙ ∙∙∙∙∙∙∙ ∙∙ ∙∙∙ ∙∙∙∙ ∙∙∙∙∙ ∙∙∙∙∙∙ ∙∙∙∙∙∙∙ ∙∙ ∙∙∙ ∙∙∙∙ ∙∙∙∙∙ ∙∙∙∙∙∙ ∙∙∙∙∙∙∙ ∙∙ ∙∙∙ ∙∙∙∙ ∙∙∙∙∙ ∙∙∙∙∙∙ ∙∙∙∙∙∙∙ ∙∙ ∙∙∙ ∙∙∙∙ ∙∙∙∙∙ ∙∙∙∙∙∙ ∙∙∙∙∙∙∙ ∙∙ ∙∙∙ ∙∙∙∙ ∙∙∙∙∙ ∙∙∙∙∙∙ ∙∙∙∙∙∙∙ ∙∙ ∙∙∙ ∙∙∙∙ ∙∙∙∙∙ ∙∙∙∙∙∙ ∙∙∙∙∙∙∙ ∙∙ ∙∙∙ ∙∙∙∙ ∙∙∙∙∙ ∙∙∙∙∙∙ ∙∙∙∙∙∙∙ ∙∙ ∙∙∙ ∙∙∙∙ ∙∙∙∙∙ ∙∙∙∙∙∙ ∙∙∙∙∙∙∙ ∙∙ ∙∙∙ ∙∙∙∙ ∙∙∙∙∙ ∙∙∙∙∙∙ ∙∙∙∙∙∙∙ ∙∙ ∙∙∙ ∙∙∙∙ ∙∙∙∙∙ ∙∙∙∙∙∙ ∙∙∙∙∙∙∙ ∙∙ ∙∙∙ ∙∙∙∙ ∙∙∙∙∙ ∙∙∙∙∙∙ ∙∙∙∙∙∙∙ ∙∙ ∙∙∙ ∙∙∙∙ ∙∙∙∙∙ ∙∙∙∙∙∙ ∙∙∙∙∙∙∙ ∙∙ ∙∙∙ ∙∙∙∙ ∙∙∙∙∙ ∙∙∙∙∙∙ ∙∙∙∙∙∙∙ ∙∙ ∙∙∙ ∙∙∙∙ ∙∙∙∙∙ ∙∙∙∙∙∙ ∙∙∙∙∙∙∙ ∙∙ ∙∙∙ ∙∙∙∙ ∙∙∙∙∙ ∙∙∙∙∙∙ ∙∙∙∙∙∙∙ ∙∙ ∙∙∙ ∙∙∙∙ ∙∙∙∙∙ ∙∙∙∙∙∙ ∙∙∙∙∙∙∙ ∙∙ ∙∙∙ ∙∙∙∙ ∙∙∙∙∙ ∙∙∙∙∙∙ ∙∙∙∙∙∙∙ ∙∙ ∙∙∙ ∙∙∙∙ ∙∙∙∙∙ ∙∙∙∙∙∙ ∙∙∙∙∙∙∙ ∙∙ ∙∙∙ ∙∙∙∙ ∙∙∙∙∙ ∙∙∙∙∙∙ ∙∙∙∙∙∙∙ ∙∙ ∙∙∙ ∙∙∙∙ ∙∙∙∙∙ ∙∙∙∙∙∙ ∙∙∙∙∙∙∙ ∙∙ ∙∙∙ ∙∙∙∙ ∙∙∙∙∙ ∙∙∙∙∙∙ ∙∙∙∙∙∙∙ ∙∙ ∙∙∙ ∙∙∙∙ ∙∙∙∙∙ ∙∙∙∙∙∙ ∙∙∙∙∙∙∙ ∙∙ ∙∙∙ ∙∙∙∙ ∙∙∙∙∙ ∙∙∙∙∙∙ ∙∙∙∙∙∙∙ ∙∙ ∙∙∙ ∙∙∙∙ ∙∙∙∙∙ ∙∙∙∙∙∙ ∙∙∙∙∙∙∙ ∙∙ ∙∙∙ ∙∙∙∙ ∙∙∙∙∙ ∙∙∙∙∙∙ ∙∙∙∙∙∙∙ ∙∙ ∙∙∙ ∙∙∙∙ ∙∙∙∙∙ ∙∙∙∙∙∙ ∙∙∙∙∙∙∙ ∙∙ ∙∙∙ ∙∙∙∙ ∙∙∙∙∙ ∙∙∙∙∙∙ ∙∙∙∙∙∙∙ ∙∙ ∙∙∙ ∙∙∙∙ ∙∙∙∙∙ ∙∙∙∙∙∙ ∙∙∙∙∙∙∙ ∙∙ ∙∙∙ ∙∙∙∙ ∙∙∙∙∙ ∙∙∙∙∙∙ ∙∙∙∙∙∙∙ ∙∙ ∙∙∙ ∙∙∙∙ ∙∙∙∙∙ ∙∙∙∙∙∙ ∙∙∙∙∙∙∙ ∙∙ ∙∙∙ ∙∙∙∙ ∙∙∙∙∙ ∙∙∙∙∙∙ ∙∙∙∙∙∙∙ ∙∙ ∙∙∙ ∙∙∙∙ ∙∙∙∙∙ ∙∙∙∙∙∙ ∙∙∙∙∙∙∙ ∙∙ ∙∙∙ ∙∙∙∙ ∙∙∙∙∙ ∙∙∙∙∙∙ ∙∙∙∙∙∙∙ ∙∙ ∙∙∙ ∙∙∙∙ ∙∙∙∙∙ ∙∙∙∙∙∙ ∙∙∙∙∙∙∙ ∙∙ ∙∙∙ ∙∙∙∙ ∙∙∙∙∙ ∙∙∙∙∙∙ ∙∙∙∙∙∙∙ ∙∙ ∙∙∙ ∙∙∙∙ ∙∙∙∙∙ ∙∙∙∙∙∙ ∙∙∙∙∙∙∙ ∙∙ ∙∙∙ ∙∙∙∙ ∙∙∙∙∙ ∙∙∙∙∙∙ ∙∙∙∙∙∙∙ ∙∙ ∙∙∙ ∙∙∙∙ ∙∙∙∙∙ ∙∙∙∙∙∙ ∙∙∙∙∙∙∙ ∙∙ ∙∙∙ ∙∙∙∙ ∙∙∙∙∙ ∙∙∙∙∙∙ ∙∙∙∙∙∙∙ ∙∙ ∙∙∙ ∙∙∙∙ ∙∙∙∙∙ ∙∙∙∙∙∙ ∙∙∙∙∙∙∙ ∙∙ ∙∙∙ ∙∙∙∙ ∙∙∙∙∙ ∙∙∙∙∙∙ ∙∙∙∙∙∙∙ ∙∙ ∙∙∙ ∙∙∙∙ ∙∙∙∙∙ ∙∙∙∙∙∙ ∙∙∙∙∙∙∙ ∙∙ ∙∙∙ ∙∙∙∙ ∙∙∙∙∙ ∙∙∙∙∙∙ ∙∙∙∙∙∙∙ ∙∙ ∙∙∙ ∙∙∙∙ ∙∙∙∙∙ ∙∙∙∙∙∙ ∙∙∙∙∙∙∙ ∙∙ ∙∙∙ ∙∙∙∙ ∙∙∙∙∙ ∙∙∙∙∙∙ ∙∙∙∙∙∙∙ ∙∙ ∙∙∙ ∙∙∙∙ ∙∙∙∙∙ ∙∙∙∙∙∙ ∙∙∙∙∙∙∙ ∙∙ ∙∙∙ ∙∙∙∙ ∙∙∙∙∙ ∙∙∙∙∙∙ ∙∙∙∙∙∙∙ ∙∙ ∙∙∙ ∙∙∙∙ ∙∙∙∙∙ ∙∙∙∙∙∙ ∙∙∙∙∙∙∙ ∙∙ ∙∙∙ ∙∙∙∙ ∙∙∙∙∙ ∙∙∙∙∙∙ ∙∙∙∙∙∙∙ ∙∙ ∙∙∙ ∙∙∙∙ ∙∙∙∙∙ ∙∙∙∙∙∙ ∙∙∙∙∙∙∙ ∙∙ ∙∙∙ ∙∙∙∙ ∙∙∙∙∙ ∙∙∙∙∙∙ ∙∙∙∙∙∙∙ (626, 280, 790, 459)
section-heading: VICTORIA COLLEGE. (212, 118, 276, 125)
shipping-heading: SHIPPING NEWS. (492, 44, 600, 59)
result-line: Petone, first innings 160, second innings two for 7; Hutt, first innings 180. (20, 121, 164, 132)
list-item: We have just opened a splendid variety of REALLY GOOD CURTAINS—Clearance Prices 2s. 6d., 4s. 6d., 5s. 6d., 7s. 6d., 8s. 6d., 10s. 6d. pair. (806, 890, 1090, 903)
article-body: ∙∙ ∙∙∙ ∙∙∙∙ ∙∙∙∙∙ ∙∙∙∙∙∙ ∙∙∙∙∙∙∙ ∙∙ ∙∙∙ ∙∙∙∙ ∙∙∙∙∙ ∙∙∙∙∙∙ ∙∙∙∙∙∙∙ ∙∙ ∙∙∙ ∙∙∙∙ ∙∙∙∙∙ ∙∙∙∙∙∙ ∙∙∙∙∙∙∙ ∙∙ ∙∙∙ ∙∙∙∙ ∙∙∙∙∙ ∙∙∙∙∙∙ ∙∙∙∙∙∙∙ ∙∙ ∙∙∙ ∙∙∙∙ ∙∙∙∙∙ ∙∙∙∙∙∙ ∙∙∙∙∙∙∙ ∙∙ ∙∙∙ ∙∙∙∙ ∙∙∙∙∙ ∙∙∙∙∙∙ ∙∙∙∙∙∙∙ ∙∙ ∙∙∙ ∙∙∙∙ ∙∙∙∙∙ ∙∙∙∙∙∙ ∙∙∙∙∙∙∙ ∙∙ ∙∙∙ ∙∙∙∙ ∙∙∙∙∙ ∙∙∙∙∙∙ ∙∙∙∙∙∙∙ ∙∙ ∙∙∙ ∙∙∙∙ ∙∙∙∙∙ ∙∙∙∙∙∙ ∙∙∙∙∙∙∙ ∙∙ ∙∙∙ ∙∙∙∙ ∙∙∙∙∙ ∙∙∙∙∙∙ ∙∙∙∙∙∙∙ ∙∙ ∙∙∙ ∙∙∙∙ ∙∙∙∙∙ ∙∙∙∙∙∙ ∙∙∙∙∙∙∙ ∙∙ ∙∙∙ ∙∙∙∙ ∙∙∙∙∙ (626, 531, 790, 565)
section-heading: EAST A. (232, 181, 256, 188)
moon-phase: Full moon (474, 91, 498, 97)
section-heading: ARRIVALS. (529, 145, 563, 152)
article-body: ∙∙ ∙∙∙ ∙∙∙∙ ∙∙∙∙∙ ∙∙∙∙∙∙ ∙∙∙∙∙∙∙ ∙∙ ∙∙∙ ∙∙∙∙ ∙∙∙∙∙ ∙∙∙∙∙∙ ∙∙∙∙∙∙∙ ∙∙ ∙∙∙ ∙∙∙∙ ∙∙∙∙∙ ∙∙∙∙∙∙ ∙∙∙∙∙∙∙ ∙∙ ∙∙∙ ∙∙∙∙ ∙∙∙∙∙ ∙∙∙∙∙∙ ∙∙∙∙∙∙∙ ∙∙ ∙∙∙ ∙∙∙∙ ∙∙∙∙∙ ∙∙∙∙∙∙ ∙∙∙∙∙∙∙ ∙∙ ∙∙∙ ∙∙∙∙ ∙∙∙∙∙ ∙∙∙∙∙∙ ∙∙∙∙∙∙∙ ∙∙ ∙∙∙ ∙∙∙∙ ∙∙∙∙∙ ∙∙∙∙∙∙ ∙∙∙∙∙∙∙ ∙∙ ∙∙∙ ∙∙∙∙ ∙∙∙∙∙ ∙∙∙∙∙∙ ∙∙∙∙∙∙∙ ∙∙ ∙∙∙ ∙∙∙∙ ∙∙∙∙∙ ∙∙∙∙∙∙ ∙∙∙∙∙∙∙ ∙∙ ∙∙∙ ∙∙∙∙ ∙∙∙∙∙ ∙∙∙∙∙∙ ∙∙∙∙∙∙∙ ∙∙ ∙∙∙ ∙∙∙∙ ∙∙∙∙∙ ∙∙∙∙∙∙ ∙∙∙∙∙∙∙ ∙∙ ∙∙∙ ∙∙∙∙ ∙∙∙∙∙ ∙∙∙∙∙∙ ∙∙∙∙∙∙∙ ∙∙ ∙∙∙ ∙∙∙∙ ∙∙∙∙∙ ∙∙∙∙∙∙ ∙∙∙∙∙∙∙ ∙∙ ∙∙∙ ∙∙∙∙ ∙∙∙∙∙ ∙∙∙∙∙∙ ∙∙∙∙∙∙∙ ∙∙ ∙∙∙ ∙∙∙∙ ∙∙∙∙∙ ∙∙∙∙∙∙ ∙∙∙∙∙∙∙ ∙∙ ∙∙∙ ∙∙∙∙ ∙∙∙∙∙ ∙∙∙∙∙∙ ∙∙∙∙∙∙∙ ∙∙ ∙∙∙ ∙∙∙∙ ∙∙∙∙∙ ∙∙∙∙∙∙ ∙∙∙∙∙∙∙ ∙∙ ∙∙∙ ∙∙∙∙ ∙∙∙∙∙ ∙∙∙∙∙∙ ∙∙∙∙∙∙∙ ∙∙ ∙∙∙ ∙∙∙∙ ∙∙∙∙∙ ∙∙∙∙∙∙ ∙∙∙∙∙∙∙ ∙∙ ∙∙∙ ∙∙∙∙ ∙∙∙∙∙ ∙∙∙∙∙∙ ∙∙∙∙∙∙∙ ∙∙ ∙∙∙ ∙∙∙∙ ∙∙∙∙∙ ∙∙∙∙∙∙ ∙∙∙∙∙∙∙ ∙∙ ∙∙∙ ∙∙∙∙ ∙∙∙∙∙ ∙∙∙∙∙∙ ∙∙∙∙∙∙∙ ∙∙ ∙∙∙ ∙∙∙∙ ∙∙∙∙∙ ∙∙∙∙∙∙ ∙∙∙∙∙∙∙ ∙∙ ∙∙∙ (626, 630, 790, 692)
section-heading: Fancy Linens. (908, 910, 992, 925)
result-line: Wellington South, 163, v. Wellington Central, six wickets for 124. (20, 97, 164, 108)
section-heading: NORTH AND EAST B. (61, 434, 123, 441)
section-heading: WARRIMOO LEAVES SYDNEY. (664, 522, 752, 529)
bargain-list (810, 145, 1096, 225)
ad-line: See the New "CAT'S EYE" and "ARCTIC" GLASSES (967, 1366, 1085, 1373)
column-shipping (474, 40, 618, 1660)
ad-title: GLASS GLASS (991, 1332, 1061, 1340)
list-item: LEATHER SUITES—All Reduced. (806, 654, 887, 660)
section-heading: OPAWA, FROM LONDON. (672, 621, 744, 628)
high-water-line: To-day, 7.58 a.m.; 8.4 p.m. (480, 110, 542, 116)
article-body: ∙∙ ∙∙∙ ∙∙∙∙ ∙∙∙∙∙ ∙∙∙∙∙∙ ∙∙∙∙∙∙∙ ∙∙ ∙∙∙ ∙∙∙∙ ∙∙∙∙∙ ∙∙∙∙∙∙ ∙∙∙∙∙∙∙ ∙∙ ∙∙∙ ∙∙∙∙ ∙∙∙∙∙ ∙∙∙∙∙∙ ∙∙∙∙∙∙∙ ∙∙ ∙∙∙ ∙∙∙∙ ∙∙∙∙∙ ∙∙∙∙∙∙ ∙∙∙∙∙∙∙ ∙∙ ∙∙∙ ∙∙∙∙ ∙∙∙∙∙ ∙∙∙∙∙∙ ∙∙∙∙∙∙∙ ∙∙ ∙∙∙ ∙∙∙∙ ∙∙∙∙∙ ∙∙∙∙∙∙ ∙∙∙∙∙∙∙ ∙∙ ∙∙∙ ∙∙∙∙ ∙∙∙∙∙ ∙∙∙∙∙∙ ∙∙∙∙∙∙∙ ∙∙ ∙∙∙ ∙∙∙∙ ∙∙∙∙∙ ∙∙∙∙∙∙ ∙∙∙∙∙∙∙ ∙∙ ∙∙∙ ∙∙∙∙ ∙∙∙∙∙ ∙∙∙∙∙∙ ∙∙∙∙∙∙∙ ∙∙ ∙∙∙ ∙∙∙∙ ∙∙∙∙∙ ∙∙∙∙∙∙ ∙∙∙∙∙∙∙ ∙∙ ∙∙∙ ∙∙∙∙ ∙∙∙∙∙ ∙∙∙∙∙∙ ∙∙∙∙∙∙∙ ∙∙ ∙∙∙ ∙∙∙∙ ∙∙∙∙∙ ∙∙∙∙∙∙ ∙∙∙∙∙∙∙ ∙∙ ∙∙∙ ∙∙∙∙ ∙∙∙∙∙ ∙∙∙∙∙∙ ∙∙∙∙∙∙∙ ∙∙ ∙∙∙ ∙∙∙∙ ∙∙∙∙∙ ∙∙∙∙∙∙ ∙∙∙∙∙∙∙ ∙∙ ∙∙∙ ∙∙∙∙ ∙∙∙∙∙ ∙∙∙∙∙∙ ∙∙∙∙∙∙∙ (324, 403, 466, 448)
ad-trade: CHINA AND GLASS MERCHANTS, (835, 1329, 929, 1336)
list-item: NEW DATES, per lb., 2d. (818, 1423, 877, 1430)
section-heading: WAIWERA, FROM LONDON. (667, 569, 749, 576)
moon-phase: Last quarter (474, 75, 504, 80)
column-rule (794, 40, 795, 1658)
section-heading: Carpet Department. (892, 761, 1008, 776)
section-heading: PETONE. (230, 336, 258, 343)
moon-phase: First quarter (474, 86, 505, 92)
section-heading: FAST WICKETS AND KEEN CONTEST. (37, 88, 147, 94)
column-other-games (324, 40, 466, 1660)
list-item: NEW RAISINS, 9d. (818, 1395, 864, 1402)
scorecard: ∙∙ ∙∙∙ ∙∙∙∙ ∙∙∙∙∙ ∙∙∙∙∙∙ ∙∙∙∙∙∙∙ ∙∙ ∙∙∙ ∙∙∙∙ ∙∙∙∙∙ ∙∙∙∙∙∙ ∙∙∙∙∙∙∙ ∙∙ ∙∙∙ ∙∙∙∙ ∙∙∙∙∙ ∙∙∙∙∙∙ ∙∙∙∙∙∙∙ ∙∙ ∙∙∙ ∙∙∙∙ ∙∙∙∙∙ ∙∙∙∙∙∙ ∙∙∙∙∙∙∙ ∙∙ ∙∙∙ ∙∙∙∙ ∙∙∙∙∙ ∙∙∙∙∙∙ ∙∙∙∙∙∙∙ ∙∙ ∙∙∙ ∙∙∙∙ ∙∙∙∙∙ ∙∙∙∙∙∙ ∙∙∙∙∙∙∙ ∙∙ ∙∙∙ ∙∙∙∙ ∙∙∙∙∙ ∙∙∙∙∙∙ ∙∙∙∙∙∙∙ ∙∙ ∙∙∙ ∙∙∙∙ ∙∙∙∙∙ ∙∙∙∙∙∙ ∙∙∙∙∙∙∙ ∙∙ ∙∙∙ ∙∙∙∙ ∙∙∙∙∙ ∙∙∙∙∙∙ ∙∙∙∙∙∙∙ ∙∙ ∙∙∙ ∙∙∙∙ ∙∙∙∙∙ ∙∙∙∙∙∙ ∙∙∙∙∙∙∙ ∙∙ ∙∙∙ ∙∙∙∙ ∙∙∙∙∙ ∙∙∙∙∙∙ ∙∙∙∙∙∙∙ ∙∙ ∙∙∙ ∙∙∙∙ ∙∙∙∙∙ ∙∙∙∙∙∙ ∙∙∙∙∙∙∙ ∙∙ ∙∙∙ ∙∙∙∙ ∙∙∙∙∙ ∙∙∙∙∙∙ ∙∙∙∙∙∙∙ ∙∙ ∙∙∙ ∙∙∙∙ ∙∙∙∙∙ ∙∙∙∙∙∙ ∙∙∙∙∙∙∙ ∙∙ ∙∙∙ ∙∙∙∙ ∙∙∙∙∙ ∙∙∙∙∙∙ ∙∙∙∙∙∙∙ ∙∙ ∙∙∙ ∙∙∙∙ ∙∙∙∙∙ ∙∙∙∙∙∙ ∙∙∙∙∙∙∙ ∙∙ ∙∙∙ ∙∙∙∙ ∙∙∙∙∙ ∙∙∙∙∙∙ ∙∙∙∙∙∙∙ ∙∙ ∙∙∙ ∙∙∙∙ ∙∙∙∙∙ ∙∙∙∙∙∙ ∙∙∙∙∙∙∙ ∙∙ ∙∙∙ ∙∙∙∙ ∙∙∙∙∙ ∙∙∙∙∙∙ ∙∙∙∙∙∙∙ ∙∙ ∙∙∙ ∙∙∙∙ ∙∙∙∙∙ ∙∙∙∙∙∙ ∙∙∙∙∙∙∙ (172, 190, 316, 247)
list-item: IN UNDERVESTS, (953, 176, 1009, 184)
list-item: TREADLE—Cabinet, automatic lift, £13 10s., for £9 10s. (806, 741, 936, 747)
moon-table (474, 75, 618, 97)
list-item: IN UNDERPANTS, (953, 186, 1010, 194)
list-item: JORDAN ALMONDS, 2s. 6d. (818, 1402, 887, 1409)
section-heading: CENTRAL AND SOUTH. (58, 205, 126, 212)
list-item: TRAY CLOTHS, RUNNERS, CUSHION COVERS, PILLOW CASES, BEDSPREADS, TABLE CENTRES—All at Clearance Prices. (806, 928, 1094, 941)
article-body: ∙∙ ∙∙∙ ∙∙∙∙ ∙∙∙∙∙ ∙∙∙∙∙∙ ∙∙∙∙∙∙∙ ∙∙ ∙∙∙ ∙∙∙∙ ∙∙∙∙∙ ∙∙∙∙∙∙ ∙∙∙∙∙∙∙ ∙∙ ∙∙∙ ∙∙∙∙ ∙∙∙∙∙ ∙∙∙∙∙∙ ∙∙∙∙∙∙∙ ∙∙ ∙∙∙ ∙∙∙∙ ∙∙∙∙∙ ∙∙∙∙∙∙ ∙∙∙∙∙∙∙ ∙∙ ∙∙∙ ∙∙∙∙ ∙∙∙∙∙ ∙∙∙∙∙∙ ∙∙∙∙∙∙∙ ∙∙ ∙∙∙ ∙∙∙∙ ∙∙∙∙∙ ∙∙∙∙∙∙ ∙∙∙∙∙∙∙ ∙∙ ∙∙∙ ∙∙∙∙ ∙∙∙∙∙ (474, 668, 618, 691)
section-heading: HUTT. (234, 405, 254, 412)
section-heading: WELLINGTON CENTRAL. (54, 371, 130, 378)
ad-street: WILLIS STREET, WELLINGTON. (838, 1335, 926, 1342)
moon-time: 7.53 a.m. (596, 80, 618, 86)
list-item: HEARTHRUGS—A great variety at Clearance Prices. In Axminster, mohair, grey goat, etc. (806, 807, 1012, 813)
ad-established: Established 50 Years. (856, 1341, 908, 1348)
list-item: SLIP MATS—Mohair, Axminster, jute, etc., At Extraordinary Low Prices. (806, 814, 972, 820)
list-item: IN HATS, (953, 196, 982, 204)
section-heading: SUN. (539, 126, 553, 133)
article-body: ∙∙ ∙∙∙ ∙∙∙∙ ∙∙∙∙∙ ∙∙∙∙∙∙ ∙∙∙∙∙∙∙ ∙∙ ∙∙∙ ∙∙∙∙ ∙∙∙∙∙ ∙∙∙∙∙∙ ∙∙∙∙∙∙∙ ∙∙ ∙∙∙ ∙∙∙∙ ∙∙∙∙∙ ∙∙∙∙∙∙ ∙∙∙∙∙∙∙ ∙∙ ∙∙∙ ∙∙∙∙ ∙∙∙∙∙ ∙∙∙∙∙∙ ∙∙∙∙∙∙∙ ∙∙ ∙∙∙ ∙∙∙∙ ∙∙∙∙∙ ∙∙∙∙∙∙ ∙∙∙∙∙∙∙ ∙∙ ∙∙∙ ∙∙∙∙ ∙∙∙∙∙ ∙∙∙∙∙∙ ∙∙∙∙∙∙∙ ∙∙ ∙∙∙ ∙∙∙∙ ∙∙∙∙∙ (626, 472, 790, 489)
ad-title: DINNA' FORGET (863, 70, 1043, 91)
list-item: NEW SPANISH MUSCATELS, 1s. 2d. (818, 1388, 907, 1395)
list-item: IN SHIRTS, (953, 146, 988, 154)
list-item: All new, opened this week, splendid designs, in printed, various qualities. (806, 845, 971, 851)
list-item: LADIES' SECRETAIRES—All Reduced. (806, 668, 900, 674)
column-rule (320, 40, 321, 1658)
list-item: TREADLE MACHINE—As sold T.P. price £10 10s. Our Price £6 10s. (806, 727, 965, 733)
scorecard: ∙∙ ∙∙∙ ∙∙∙∙ ∙∙∙∙∙ ∙∙∙∙∙∙ ∙∙∙∙∙∙∙ ∙∙ ∙∙∙ ∙∙∙∙ ∙∙∙∙∙ ∙∙∙∙∙∙ ∙∙∙∙∙∙∙ ∙∙ ∙∙∙ ∙∙∙∙ ∙∙∙∙∙ ∙∙∙∙∙∙ ∙∙∙∙∙∙∙ ∙∙ ∙∙∙ ∙∙∙∙ ∙∙∙∙∙ ∙∙∙∙∙∙ ∙∙∙∙∙∙∙ ∙∙ ∙∙∙ ∙∙∙∙ ∙∙∙∙∙ ∙∙∙∙∙∙ ∙∙∙∙∙∙∙ ∙∙ ∙∙∙ ∙∙∙∙ ∙∙∙∙∙ ∙∙∙∙∙∙ ∙∙∙∙∙∙∙ ∙∙ ∙∙∙ ∙∙∙∙ ∙∙∙∙∙ ∙∙∙∙∙∙ ∙∙∙∙∙∙∙ ∙∙ ∙∙∙ ∙∙∙∙ ∙∙∙∙∙ ∙∙∙∙∙∙ ∙∙∙∙∙∙∙ ∙∙ ∙∙∙ ∙∙∙∙ ∙∙∙∙∙ ∙∙∙∙∙∙ ∙∙∙∙∙∙∙ ∙∙ ∙∙∙ ∙∙∙∙ ∙∙∙∙∙ ∙∙∙∙∙∙ ∙∙∙∙∙∙∙ ∙∙ ∙∙∙ ∙∙∙∙ ∙∙∙∙∙ ∙∙∙∙∙∙ ∙∙∙∙∙∙∙ ∙∙ ∙∙∙ ∙∙∙∙ ∙∙∙∙∙ ∙∙∙∙∙∙ ∙∙∙∙∙∙∙ ∙∙ ∙∙∙ ∙∙∙∙ ∙∙∙∙∙ ∙∙∙∙∙∙ ∙∙∙∙∙∙∙ ∙∙ ∙∙∙ ∙∙∙∙ ∙∙∙∙∙ ∙∙∙∙∙∙ ∙∙∙∙∙∙∙ ∙∙ ∙∙∙ ∙∙∙∙ ∙∙∙∙∙ ∙∙∙∙∙∙ ∙∙∙∙∙∙∙ ∙∙ ∙∙∙ ∙∙∙∙ ∙∙∙∙∙ ∙∙∙∙∙∙ ∙∙∙∙∙∙∙ ∙∙ ∙∙∙ ∙∙∙∙ ∙∙∙∙∙ ∙∙∙∙∙∙ ∙∙∙∙∙∙∙ ∙∙ ∙∙∙ ∙∙∙∙ ∙∙∙∙∙ ∙∙∙∙∙∙ ∙∙∙∙∙∙∙ ∙∙ ∙∙∙ (20, 535, 164, 591)
article-body: ∙∙ ∙∙∙ ∙∙∙∙ ∙∙∙∙∙ ∙∙∙∙∙∙ ∙∙∙∙∙∙∙ ∙∙ ∙∙∙ ∙∙∙∙ ∙∙∙∙∙ ∙∙∙∙∙∙ ∙∙∙∙∙∙∙ ∙∙ ∙∙∙ ∙∙∙∙ ∙∙∙∙∙ ∙∙∙∙∙∙ ∙∙∙∙∙∙∙ ∙∙ ∙∙∙ ∙∙∙∙ ∙∙∙∙∙ ∙∙∙∙∙∙ ∙∙∙∙∙∙∙ ∙∙ ∙∙∙ ∙∙∙∙ ∙∙∙∙∙ ∙∙∙∙∙∙ ∙∙∙∙∙∙∙ ∙∙ ∙∙∙ ∙∙∙∙ ∙∙∙∙∙ ∙∙∙∙∙∙ ∙∙∙∙∙∙∙ ∙∙ ∙∙∙ ∙∙∙∙ ∙∙∙∙∙ ∙∙∙∙∙∙ ∙∙∙∙∙∙∙ ∙∙ ∙∙∙ ∙∙∙∙ ∙∙∙∙∙ ∙∙∙∙∙∙ ∙∙∙∙∙∙∙ ∙∙ ∙∙∙ ∙∙∙∙ ∙∙∙∙∙ ∙∙∙∙∙∙ ∙∙∙∙∙∙∙ ∙∙ ∙∙∙ ∙∙∙∙ ∙∙∙∙∙ ∙∙∙∙∙∙ ∙∙∙∙∙∙∙ ∙∙ ∙∙∙ ∙∙∙∙ ∙∙∙∙∙ ∙∙∙∙∙∙ ∙∙∙∙∙∙∙ ∙∙ ∙∙∙ ∙∙∙∙ ∙∙∙∙∙ ∙∙∙∙∙∙ ∙∙∙∙∙∙∙ ∙∙ ∙∙∙ ∙∙∙∙ ∙∙∙∙∙ ∙∙∙∙∙∙ ∙∙∙∙∙∙∙ ∙∙ ∙∙∙ ∙∙∙∙ ∙∙∙∙∙ ∙∙∙∙∙∙ ∙∙∙∙∙∙∙ ∙∙ ∙∙∙ ∙∙∙∙ ∙∙∙∙∙ ∙∙∙∙∙∙ ∙∙∙∙∙∙∙ ∙∙ ∙∙∙ ∙∙∙∙ ∙∙∙∙∙ ∙∙∙∙∙∙ ∙∙∙∙∙∙∙ ∙∙ ∙∙∙ ∙∙∙∙ ∙∙∙∙∙ ∙∙∙∙∙∙ ∙∙∙∙∙∙∙ ∙∙ ∙∙∙ ∙∙∙∙ ∙∙∙∙∙ ∙∙∙∙∙∙ ∙∙∙∙∙∙∙ ∙∙ ∙∙∙ ∙∙∙∙ ∙∙∙∙∙ ∙∙∙∙∙∙ ∙∙∙∙∙∙∙ ∙∙ ∙∙∙ ∙∙∙∙ ∙∙∙∙∙ ∙∙∙∙∙∙ ∙∙∙∙∙∙∙ ∙∙ ∙∙∙ ∙∙∙∙ ∙∙∙∙∙ ∙∙∙∙∙∙ ∙∙∙∙∙∙∙ ∙∙ ∙∙∙ ∙∙∙∙ ∙∙∙∙∙ (20, 140, 164, 202)
ad-name: GEORGE WINDER, (805, 1108, 1095, 1134)
ad-address: OPPOSITE TOWN HALL. (996, 1387, 1056, 1394)
section-heading: BY TELEGRAPH. (683, 208, 733, 215)
ad-body: THESE are the two important problems which regularly crop up every Xmas. The first is difficult to solve among such a profusion of gift suggestions—the second is easier when one is acquainted with the BEAUTIFUL DINNER, GLASSWARE, AND OTHER HOME APPOINTMENTS found here. (816, 1274, 948, 1314)
masthead-title: THE DOMINION, MONDAY, DECEMBER 13, 1909. (341, 10, 773, 29)
scorecard: ∙∙ ∙∙∙ ∙∙∙∙ ∙∙∙∙∙ ∙∙∙∙∙∙ ∙∙∙∙∙∙∙ ∙∙ ∙∙∙ ∙∙∙∙ ∙∙∙∙∙ ∙∙∙∙∙∙ ∙∙∙∙∙∙∙ ∙∙ ∙∙∙ ∙∙∙∙ ∙∙∙∙∙ ∙∙∙∙∙∙ ∙∙∙∙∙∙∙ ∙∙ ∙∙∙ ∙∙∙∙ ∙∙∙∙∙ ∙∙∙∙∙∙ ∙∙∙∙∙∙∙ ∙∙ ∙∙∙ ∙∙∙∙ ∙∙∙∙∙ ∙∙∙∙∙∙ ∙∙∙∙∙∙∙ ∙∙ ∙∙∙ ∙∙∙∙ ∙∙∙∙∙ ∙∙∙∙∙∙ ∙∙∙∙∙∙∙ ∙∙ ∙∙∙ ∙∙∙∙ ∙∙∙∙∙ ∙∙∙∙∙∙ ∙∙∙∙∙∙∙ ∙∙ ∙∙∙ ∙∙∙∙ ∙∙∙∙∙ ∙∙∙∙∙∙ ∙∙∙∙∙∙∙ ∙∙ ∙∙∙ ∙∙∙∙ ∙∙∙∙∙ ∙∙∙∙∙∙ ∙∙∙∙∙∙∙ ∙∙ ∙∙∙ ∙∙∙∙ ∙∙∙∙∙ ∙∙∙∙∙∙ ∙∙∙∙∙∙∙ ∙∙ ∙∙∙ ∙∙∙∙ ∙∙∙∙∙ ∙∙∙∙∙∙ ∙∙∙∙∙∙∙ ∙∙ ∙∙∙ ∙∙∙∙ ∙∙∙∙∙ ∙∙∙∙∙∙ ∙∙∙∙∙∙∙ ∙∙ ∙∙∙ ∙∙∙∙ ∙∙∙∙∙ ∙∙∙∙∙∙ ∙∙∙∙∙∙∙ ∙∙ ∙∙∙ ∙∙∙∙ ∙∙∙∙∙ ∙∙∙∙∙∙ ∙∙∙∙∙∙∙ ∙∙ ∙∙∙ ∙∙∙∙ ∙∙∙∙∙ ∙∙∙∙∙∙ ∙∙∙∙∙∙∙ ∙∙ ∙∙∙ ∙∙∙∙ ∙∙∙∙∙ ∙∙∙∙∙∙ ∙∙∙∙∙∙∙ ∙∙ ∙∙∙ ∙∙∙∙ ∙∙∙∙∙ ∙∙∙∙∙∙ ∙∙∙∙∙∙∙ ∙∙ ∙∙∙ ∙∙∙∙ ∙∙∙∙∙ ∙∙∙∙∙∙ ∙∙∙∙∙∙∙ ∙∙ ∙∙∙ (172, 345, 316, 401)
article-body: ∙∙ ∙∙∙ ∙∙∙∙ ∙∙∙∙∙ ∙∙∙∙∙∙ ∙∙∙∙∙∙∙ ∙∙ ∙∙∙ ∙∙∙∙ ∙∙∙∙∙ ∙∙∙∙∙∙ ∙∙∙∙∙∙∙ ∙∙ ∙∙∙ ∙∙∙∙ ∙∙∙∙∙ ∙∙∙∙∙∙ ∙∙∙∙∙∙∙ ∙∙ ∙∙∙ ∙∙∙∙ ∙∙∙∙∙ ∙∙∙∙∙∙ ∙∙∙∙∙∙∙ ∙∙ ∙∙∙ ∙∙∙∙ ∙∙∙∙∙ ∙∙∙∙∙∙ ∙∙∙∙∙∙∙ ∙∙ ∙∙∙ ∙∙∙∙ ∙∙∙∙∙ ∙∙∙∙∙∙ ∙∙∙∙∙∙∙ ∙∙ ∙∙∙ ∙∙∙∙ ∙∙∙∙∙ ∙∙∙∙∙∙ ∙∙∙∙∙∙∙ ∙∙ ∙∙∙ ∙∙∙∙ ∙∙∙∙∙ ∙∙∙∙∙∙ ∙∙∙∙∙∙∙ ∙∙ ∙∙∙ ∙∙∙∙ ∙∙∙∙∙ ∙∙∙∙∙∙ ∙∙∙∙∙∙∙ ∙∙ ∙∙∙ ∙∙∙∙ ∙∙∙∙∙ ∙∙∙∙∙∙ ∙∙∙∙∙∙∙ ∙∙ ∙∙∙ ∙∙∙∙ ∙∙∙∙∙ ∙∙∙∙∙∙ ∙∙∙∙∙∙∙ ∙∙ ∙∙∙ ∙∙∙∙ ∙∙∙∙∙ ∙∙∙∙∙∙ ∙∙∙∙∙∙∙ ∙∙ ∙∙∙ ∙∙∙∙ ∙∙∙∙∙ ∙∙∙∙∙∙ ∙∙∙∙∙∙∙ ∙∙ ∙∙∙ ∙∙∙∙ ∙∙∙∙∙ ∙∙∙∙∙∙ ∙∙∙∙∙∙∙ ∙∙ ∙∙∙ ∙∙∙∙ ∙∙∙∙∙ ∙∙∙∙∙∙ ∙∙∙∙∙∙∙ ∙∙ ∙∙∙ ∙∙∙∙ ∙∙∙∙∙ ∙∙∙∙∙∙ ∙∙∙∙∙∙∙ ∙∙ ∙∙∙ ∙∙∙∙ ∙∙∙∙∙ ∙∙∙∙∙∙ ∙∙∙∙∙∙∙ ∙∙ ∙∙∙ ∙∙∙∙ ∙∙∙∙∙ ∙∙∙∙∙∙ ∙∙∙∙∙∙∙ ∙∙ ∙∙∙ ∙∙∙∙ ∙∙∙∙∙ ∙∙∙∙∙∙ ∙∙∙∙∙∙∙ ∙∙ ∙∙∙ ∙∙∙∙ ∙∙∙∙∙ ∙∙∙∙∙∙ ∙∙∙∙∙∙∙ ∙∙ ∙∙∙ ∙∙∙∙ ∙∙∙∙∙ ∙∙∙∙∙∙ ∙∙∙∙∙∙∙ ∙∙ ∙∙∙ ∙∙∙∙ ∙∙∙∙∙ ∙∙∙∙∙∙ ∙∙∙∙∙∙∙ ∙∙ ∙∙∙ ∙∙∙∙ ∙∙∙∙∙ ∙∙∙∙∙∙ ∙∙∙∙∙∙∙ ∙∙ ∙∙∙ ∙∙∙∙ ∙∙∙∙∙ ∙∙∙∙∙∙ ∙∙∙∙∙∙∙ ∙∙ ∙∙∙ ∙∙∙∙ ∙∙∙∙∙ ∙∙∙∙∙∙ ∙∙∙∙∙∙∙ (172, 259, 316, 332)
article-body: ∙∙ ∙∙∙ ∙∙∙∙ ∙∙∙∙∙ ∙∙∙∙∙∙ ∙∙∙∙∙∙∙ ∙∙ ∙∙∙ ∙∙∙∙ ∙∙∙∙∙ ∙∙∙∙∙∙ ∙∙∙∙∙∙∙ ∙∙ ∙∙∙ ∙∙∙∙ ∙∙∙∙∙ ∙∙∙∙∙∙ ∙∙∙∙∙∙∙ ∙∙ ∙∙∙ ∙∙∙∙ ∙∙∙∙∙ ∙∙∙∙∙∙ ∙∙∙∙∙∙∙ ∙∙ ∙∙∙ ∙∙∙∙ ∙∙∙∙∙ ∙∙∙∙∙∙ ∙∙∙∙∙∙∙ ∙∙ ∙∙∙ ∙∙∙∙ ∙∙∙∙∙ ∙∙∙∙∙∙ ∙∙∙∙∙∙∙ ∙∙ ∙∙∙ ∙∙∙∙ ∙∙∙∙∙ ∙∙∙∙∙∙ ∙∙∙∙∙∙∙ ∙∙ ∙∙∙ ∙∙∙∙ ∙∙∙∙∙ ∙∙∙∙∙∙ ∙∙∙∙∙∙∙ ∙∙ ∙∙∙ ∙∙∙∙ ∙∙∙∙∙ ∙∙∙∙∙∙ ∙∙∙∙∙∙∙ ∙∙ ∙∙∙ ∙∙∙∙ ∙∙∙∙∙ ∙∙∙∙∙∙ ∙∙∙∙∙∙∙ ∙∙ ∙∙∙ ∙∙∙∙ ∙∙∙∙∙ ∙∙∙∙∙∙ ∙∙∙∙∙∙∙ ∙∙ ∙∙∙ ∙∙∙∙ ∙∙∙∙∙ ∙∙∙∙∙∙ ∙∙∙∙∙∙∙ ∙∙ ∙∙∙ ∙∙∙∙ ∙∙∙∙∙ ∙∙∙∙∙∙ ∙∙∙∙∙∙∙ ∙∙ ∙∙∙ ∙∙∙∙ ∙∙∙∙∙ ∙∙∙∙∙∙ ∙∙∙∙∙∙∙ ∙∙ ∙∙∙ ∙∙∙∙ ∙∙∙∙∙ ∙∙∙∙∙∙ ∙∙∙∙∙∙∙ ∙∙ ∙∙∙ ∙∙∙∙ ∙∙∙∙∙ ∙∙∙∙∙∙ ∙∙∙∙∙∙∙ ∙∙ ∙∙∙ ∙∙∙∙ ∙∙∙∙∙ ∙∙∙∙∙∙ ∙∙∙∙∙∙∙ ∙∙ ∙∙∙ ∙∙∙∙ ∙∙∙∙∙ ∙∙∙∙∙∙ ∙∙∙∙∙∙∙ ∙∙ ∙∙∙ ∙∙∙∙ ∙∙∙∙∙ ∙∙∙∙∙∙ ∙∙∙∙∙∙∙ ∙∙ ∙∙∙ ∙∙∙∙ ∙∙∙∙∙ ∙∙∙∙∙∙ ∙∙∙∙∙∙∙ ∙∙ ∙∙∙ ∙∙∙∙ ∙∙∙∙∙ ∙∙∙∙∙∙ ∙∙∙∙∙∙∙ ∙∙ ∙∙∙ ∙∙∙∙ ∙∙∙∙∙ ∙∙∙∙∙∙ ∙∙∙∙∙∙∙ ∙∙ ∙∙∙ ∙∙∙∙ ∙∙∙∙∙ ∙∙∙∙∙∙ ∙∙∙∙∙∙∙ ∙∙ ∙∙∙ (324, 265, 466, 332)
george-winder-ad (800, 1108, 1100, 1165)
list-item: PASSAGE LINOLEUMS and FLOORCLOTHS—All widths. (806, 859, 946, 865)
zotos-logo: ZOTOS (970, 1202, 1086, 1230)
list-item: IN STRAWS, (953, 206, 992, 214)
result-line: Wellington North, 231, v. Wellington East B, six wickets for 99. (20, 109, 164, 120)
moon-time: 3.42 a.m. (596, 75, 618, 80)
moon-day: 5 (560, 75, 564, 80)
ad-line: THE (1021, 1233, 1035, 1241)
glass-ad (958, 1332, 1094, 1666)
section-heading: INTERCOLONIAL SERVICE. (505, 590, 587, 597)
section-heading: Linoleums. (917, 827, 983, 842)
section-heading: EASY WICKETS. (371, 256, 419, 263)
moon-time: 5.5 a.m. (599, 91, 618, 97)
section-heading: REPRESENTATIVE TEAM. (206, 474, 282, 481)
section-heading: Sewing Machines. (897, 688, 1003, 703)
page-number: 9 (1086, 11, 1094, 28)
list-item: IN CRICKETING TROUSERS, (828, 216, 919, 224)
ad-bargains-heading: XMAS BARGAINS (906, 127, 1000, 139)
article-body: ∙∙ ∙∙∙ ∙∙∙∙ ∙∙∙∙∙ ∙∙∙∙∙∙ ∙∙∙∙∙∙∙ ∙∙ ∙∙∙ ∙∙∙∙ ∙∙∙∙∙ ∙∙∙∙∙∙ ∙∙∙∙∙∙∙ ∙∙ ∙∙∙ ∙∙∙∙ ∙∙∙∙∙ ∙∙∙∙∙∙ ∙∙∙∙∙∙∙ ∙∙ ∙∙∙ ∙∙∙∙ ∙∙∙∙∙ ∙∙∙∙∙∙ ∙∙∙∙∙∙∙ ∙∙ ∙∙∙ ∙∙∙∙ ∙∙∙∙∙ ∙∙∙∙∙∙ ∙∙∙∙∙∙∙ ∙∙ ∙∙∙ ∙∙∙∙ ∙∙∙∙∙ ∙∙∙∙∙∙ ∙∙∙∙∙∙∙ ∙∙ ∙∙∙ ∙∙∙∙ ∙∙∙∙∙ ∙∙∙∙∙∙ ∙∙∙∙∙∙∙ ∙∙ ∙∙∙ ∙∙∙∙ ∙∙∙∙∙ ∙∙∙∙∙∙ ∙∙∙∙∙∙∙ ∙∙ ∙∙∙ ∙∙∙∙ ∙∙∙∙∙ ∙∙∙∙∙∙ ∙∙∙∙∙∙∙ ∙∙ ∙∙∙ ∙∙∙∙ ∙∙∙∙∙ ∙∙∙∙∙∙ ∙∙∙∙∙∙∙ ∙∙ ∙∙∙ ∙∙∙∙ ∙∙∙∙∙ ∙∙∙∙∙∙ ∙∙∙∙∙∙∙ ∙∙ ∙∙∙ ∙∙∙∙ ∙∙∙∙∙ ∙∙∙∙∙∙ ∙∙∙∙∙∙∙ ∙∙ ∙∙∙ ∙∙∙∙ ∙∙∙∙∙ ∙∙∙∙∙∙ ∙∙∙∙∙∙∙ ∙∙ ∙∙∙ ∙∙∙∙ ∙∙∙∙∙ ∙∙∙∙∙∙ ∙∙∙∙∙∙∙ ∙∙ ∙∙∙ ∙∙∙∙ ∙∙∙∙∙ ∙∙∙∙∙∙ ∙∙∙∙∙∙∙ ∙∙ ∙∙∙ ∙∙∙∙ ∙∙∙∙∙ ∙∙∙∙∙∙ ∙∙∙∙∙∙∙ ∙∙ ∙∙∙ ∙∙∙∙ ∙∙∙∙∙ (172, 483, 316, 534)
section-heading: DEPARTURES. (525, 394, 567, 401)
ad-tagline: PROCURE SOME REAL BARGAINS! (853, 452, 1047, 466)
scorecard: ∙∙ ∙∙∙ ∙∙∙∙ ∙∙∙∙∙ ∙∙∙∙∙∙ ∙∙∙∙∙∙∙ ∙∙ ∙∙∙ ∙∙∙∙ ∙∙∙∙∙ ∙∙∙∙∙∙ ∙∙∙∙∙∙∙ ∙∙ ∙∙∙ ∙∙∙∙ ∙∙∙∙∙ ∙∙∙∙∙∙ ∙∙∙∙∙∙∙ ∙∙ ∙∙∙ ∙∙∙∙ ∙∙∙∙∙ ∙∙∙∙∙∙ ∙∙∙∙∙∙∙ ∙∙ ∙∙∙ ∙∙∙∙ ∙∙∙∙∙ ∙∙∙∙∙∙ ∙∙∙∙∙∙∙ ∙∙ ∙∙∙ ∙∙∙∙ ∙∙∙∙∙ ∙∙∙∙∙∙ ∙∙∙∙∙∙∙ ∙∙ ∙∙∙ ∙∙∙∙ ∙∙∙∙∙ ∙∙∙∙∙∙ ∙∙∙∙∙∙∙ ∙∙ ∙∙∙ ∙∙∙∙ ∙∙∙∙∙ ∙∙∙∙∙∙ ∙∙∙∙∙∙∙ ∙∙ ∙∙∙ ∙∙∙∙ ∙∙∙∙∙ ∙∙∙∙∙∙ ∙∙∙∙∙∙∙ ∙∙ ∙∙∙ ∙∙∙∙ ∙∙∙∙∙ ∙∙∙∙∙∙ ∙∙∙∙∙∙∙ ∙∙ ∙∙∙ ∙∙∙∙ ∙∙∙∙∙ ∙∙∙∙∙∙ ∙∙∙∙∙∙∙ ∙∙ ∙∙∙ ∙∙∙∙ ∙∙∙∙∙ ∙∙∙∙∙∙ ∙∙∙∙∙∙∙ ∙∙ ∙∙∙ ∙∙∙∙ ∙∙∙∙∙ ∙∙∙∙∙∙ ∙∙∙∙∙∙∙ ∙∙ ∙∙∙ ∙∙∙∙ ∙∙∙∙∙ ∙∙∙∙∙∙ ∙∙∙∙∙∙∙ ∙∙ ∙∙∙ ∙∙∙∙ ∙∙∙∙∙ ∙∙∙∙∙∙ ∙∙∙∙∙∙∙ ∙∙ ∙∙∙ ∙∙∙∙ ∙∙∙∙∙ ∙∙∙∙∙∙ ∙∙∙∙∙∙∙ ∙∙ ∙∙∙ ∙∙∙∙ ∙∙∙∙∙ ∙∙∙∙∙∙ ∙∙∙∙∙∙∙ ∙∙ ∙∙∙ ∙∙∙∙ ∙∙∙∙∙ ∙∙∙∙∙∙ ∙∙∙∙∙∙∙ ∙∙ ∙∙∙ (20, 311, 164, 367)
list-item: NEW MUSCATELS. (818, 1381, 867, 1388)
section-heading: PROJECTED DEPARTURES. (506, 527, 586, 533)
list-item: TREADLE—Dropbead, automatic lift, £11 15s., for £8 10s. (806, 734, 941, 740)
article-body: ∙∙ ∙∙∙ ∙∙∙∙ ∙∙∙∙∙ ∙∙∙∙∙∙ ∙∙∙∙∙∙∙ ∙∙ ∙∙∙ ∙∙∙∙ ∙∙∙∙∙ ∙∙∙∙∙∙ ∙∙∙∙∙∙∙ ∙∙ ∙∙∙ ∙∙∙∙ ∙∙∙∙∙ ∙∙∙∙∙∙ ∙∙∙∙∙∙∙ ∙∙ ∙∙∙ ∙∙∙∙ ∙∙∙∙∙ ∙∙∙∙∙∙ ∙∙∙∙∙∙∙ ∙∙ ∙∙∙ ∙∙∙∙ ∙∙∙∙∙ ∙∙∙∙∙∙ ∙∙∙∙∙∙∙ ∙∙ ∙∙∙ ∙∙∙∙ ∙∙∙∙∙ ∙∙∙∙∙∙ ∙∙∙∙∙∙∙ ∙∙ ∙∙∙ ∙∙∙∙ ∙∙∙∙∙ ∙∙∙∙∙∙ ∙∙∙∙∙∙∙ ∙∙ ∙∙∙ ∙∙∙∙ ∙∙∙∙∙ ∙∙∙∙∙∙ ∙∙∙∙∙∙∙ ∙∙ ∙∙∙ ∙∙∙∙ ∙∙∙∙∙ ∙∙∙∙∙∙ ∙∙∙∙∙∙∙ ∙∙ ∙∙∙ ∙∙∙∙ ∙∙∙∙∙ ∙∙∙∙∙∙ ∙∙∙∙∙∙∙ ∙∙ ∙∙∙ ∙∙∙∙ ∙∙∙∙∙ ∙∙∙∙∙∙ ∙∙∙∙∙∙∙ ∙∙ ∙∙∙ ∙∙∙∙ ∙∙∙∙∙ ∙∙∙∙∙∙ ∙∙∙∙∙∙∙ ∙∙ ∙∙∙ ∙∙∙∙ ∙∙∙∙∙ ∙∙∙∙∙∙ ∙∙∙∙∙∙∙ ∙∙ ∙∙∙ ∙∙∙∙ ∙∙∙∙∙ ∙∙∙∙∙∙ ∙∙∙∙∙∙∙ ∙∙ ∙∙∙ ∙∙∙∙ ∙∙∙∙∙ ∙∙∙∙∙∙ ∙∙∙∙∙∙∙ (474, 403, 618, 448)
list-item: IN BOYS' SUITS, (828, 166, 881, 174)
ad-address: Corner Cuba and Manners Streets. (848, 1149, 1052, 1164)
list-item: IN BRACES, (953, 216, 992, 224)
ad-company: Edward Anderson & Co., Ltd., (822, 1319, 942, 1330)
article-body: ∙∙ ∙∙∙ ∙∙∙∙ ∙∙∙∙∙ ∙∙∙∙∙∙ ∙∙∙∙∙∙∙ ∙∙ ∙∙∙ ∙∙∙∙ ∙∙∙∙∙ ∙∙∙∙∙∙ ∙∙∙∙∙∙∙ ∙∙ ∙∙∙ ∙∙∙∙ ∙∙∙∙∙ ∙∙∙∙∙∙ ∙∙∙∙∙∙∙ ∙∙ ∙∙∙ ∙∙∙∙ ∙∙∙∙∙ ∙∙∙∙∙∙ ∙∙∙∙∙∙∙ ∙∙ ∙∙∙ ∙∙∙∙ ∙∙∙∙∙ ∙∙∙∙∙∙ ∙∙∙∙∙∙∙ ∙∙ ∙∙∙ ∙∙∙∙ ∙∙∙∙∙ ∙∙∙∙∙∙ ∙∙∙∙∙∙∙ ∙∙ ∙∙∙ ∙∙∙∙ ∙∙∙∙∙ ∙∙∙∙∙∙ ∙∙∙∙∙∙∙ ∙∙ ∙∙∙ ∙∙∙∙ ∙∙∙∙∙ ∙∙∙∙∙∙ ∙∙∙∙∙∙∙ ∙∙ ∙∙∙ ∙∙∙∙ ∙∙∙∙∙ ∙∙∙∙∙∙ ∙∙∙∙∙∙∙ ∙∙ ∙∙∙ ∙∙∙∙ ∙∙∙∙∙ ∙∙∙∙∙∙ ∙∙∙∙∙∙∙ ∙∙ ∙∙∙ ∙∙∙∙ ∙∙∙∙∙ ∙∙∙∙∙∙ ∙∙∙∙∙∙∙ ∙∙ ∙∙∙ ∙∙∙∙ ∙∙∙∙∙ ∙∙∙∙∙∙ ∙∙∙∙∙∙∙ ∙∙ ∙∙∙ ∙∙∙∙ ∙∙∙∙∙ ∙∙∙∙∙∙ ∙∙∙∙∙∙∙ ∙∙ ∙∙∙ ∙∙∙∙ ∙∙∙∙∙ ∙∙∙∙∙∙ ∙∙∙∙∙∙∙ ∙∙ ∙∙∙ ∙∙∙∙ ∙∙∙∙∙ ∙∙∙∙∙∙ ∙∙∙∙∙∙∙ ∙∙ ∙∙∙ ∙∙∙∙ ∙∙∙∙∙ ∙∙∙∙∙∙ ∙∙∙∙∙∙∙ ∙∙ ∙∙∙ ∙∙∙∙ ∙∙∙∙∙ ∙∙∙∙∙∙ ∙∙∙∙∙∙∙ ∙∙ ∙∙∙ ∙∙∙∙ ∙∙∙∙∙ ∙∙∙∙∙∙ ∙∙∙∙∙∙∙ ∙∙ ∙∙∙ ∙∙∙∙ ∙∙∙∙∙ ∙∙∙∙∙∙ ∙∙∙∙∙∙∙ ∙∙ ∙∙∙ ∙∙∙∙ ∙∙∙∙∙ ∙∙∙∙∙∙ ∙∙∙∙∙∙∙ ∙∙ ∙∙∙ ∙∙∙∙ ∙∙∙∙∙ ∙∙∙∙∙∙ ∙∙∙∙∙∙∙ ∙∙ ∙∙∙ ∙∙∙∙ ∙∙∙∙∙ (474, 461, 618, 523)
list-item: 1in. BRASS RAIL BEDSTEAD—Double, top massive, £3 2s. Reduced £3 10s. (806, 553, 985, 559)
section-heading: HEAVY RUN-GETTING. (361, 336, 429, 343)
list-item: IN KNICKERS, (828, 176, 874, 184)
section-heading: EAST A AND COLLEGE. (210, 44, 278, 50)
section-heading: WELLINGTON NORTH. (58, 526, 126, 533)
list-item: CABINET—Double door, pianola action, £14 10s., Now 8 10s. (806, 748, 949, 754)
list-item: NEW DESSERT FIGS, 8d. (818, 1409, 880, 1416)
ad-line: We Specialise In (1008, 1340, 1044, 1346)
column-rule (622, 40, 623, 1658)
ad-body: BRITISH PLATE AND SHEET GLASS, BEAUTIFUL NEW TINTS IN FLEMISH, CATHEDRAL, MUFFLED, AND OPALESCENT. (960, 1346, 1092, 1366)
list-item: IN SERGES, (828, 196, 865, 204)
ad-store-name: The Union Clothing Company's Stores, (810, 239, 1096, 258)
article-body: ∙∙ ∙∙∙ ∙∙∙∙ ∙∙∙∙∙ ∙∙∙∙∙∙ ∙∙∙∙∙∙∙ ∙∙ ∙∙∙ ∙∙∙∙ ∙∙∙∙∙ ∙∙∙∙∙∙ ∙∙∙∙∙∙∙ ∙∙ ∙∙∙ ∙∙∙∙ ∙∙∙∙∙ ∙∙∙∙∙∙ ∙∙∙∙∙∙∙ ∙∙ ∙∙∙ (324, 53, 466, 64)
section-heading: HUTT AND PETONE. (214, 250, 274, 257)
dinna-forget-ad (808, 60, 1098, 336)
list-item: IN TWEEDS, (828, 186, 868, 194)
list-item: CHESTERFIELD SUITES—All Reduced. (806, 647, 903, 653)
section-heading: WELLINGTON EAST B. (58, 595, 126, 602)
article-body: ∙∙ ∙∙∙ ∙∙∙∙ ∙∙∙∙∙ ∙∙∙∙∙∙ ∙∙∙∙∙∙∙ ∙∙ ∙∙∙ ∙∙∙∙ ∙∙∙∙∙ ∙∙∙∙∙∙ ∙∙∙∙∙∙∙ ∙∙ ∙∙∙ ∙∙∙∙ ∙∙∙∙∙ ∙∙∙∙∙∙ ∙∙∙∙∙∙∙ ∙∙ ∙∙∙ ∙∙∙∙ ∙∙∙∙∙ ∙∙∙∙∙∙ ∙∙∙∙∙∙∙ ∙∙ ∙∙∙ ∙∙∙∙ ∙∙∙∙∙ ∙∙∙∙∙∙ ∙∙∙∙∙∙∙ ∙∙ ∙∙∙ ∙∙∙∙ ∙∙∙∙∙ ∙∙∙∙∙∙ ∙∙∙∙∙∙∙ ∙∙ ∙∙∙ ∙∙∙∙ ∙∙∙∙∙ ∙∙∙∙∙∙ ∙∙∙∙∙∙∙ ∙∙ ∙∙∙ ∙∙∙∙ ∙∙∙∙∙ ∙∙∙∙∙∙ ∙∙∙∙∙∙∙ ∙∙ ∙∙∙ ∙∙∙∙ ∙∙∙∙∙ ∙∙∙∙∙∙ ∙∙∙∙∙∙∙ ∙∙ ∙∙∙ ∙∙∙∙ ∙∙∙∙∙ ∙∙∙∙∙∙ ∙∙∙∙∙∙∙ ∙∙ ∙∙∙ ∙∙∙∙ ∙∙∙∙∙ ∙∙∙∙∙∙ ∙∙∙∙∙∙∙ ∙∙ ∙∙∙ ∙∙∙∙ ∙∙∙∙∙ ∙∙∙∙∙∙ ∙∙∙∙∙∙∙ ∙∙ ∙∙∙ ∙∙∙∙ ∙∙∙∙∙ ∙∙∙∙∙∙ ∙∙∙∙∙∙∙ ∙∙ ∙∙∙ ∙∙∙∙ ∙∙∙∙∙ ∙∙∙∙∙∙ ∙∙∙∙∙∙∙ ∙∙ ∙∙∙ ∙∙∙∙ ∙∙∙∙∙ ∙∙∙∙∙∙ ∙∙∙∙∙∙∙ ∙∙ ∙∙∙ ∙∙∙∙ ∙∙∙∙∙ ∙∙∙∙∙∙ ∙∙∙∙∙∙∙ ∙∙ ∙∙∙ ∙∙∙∙ ∙∙∙∙∙ ∙∙∙∙∙∙ ∙∙∙∙∙∙∙ ∙∙ ∙∙∙ ∙∙∙∙ ∙∙∙∙∙ ∙∙∙∙∙∙ ∙∙∙∙∙∙∙ ∙∙ ∙∙∙ ∙∙∙∙ ∙∙∙∙∙ ∙∙∙∙∙∙ ∙∙∙∙∙∙∙ ∙∙ ∙∙∙ ∙∙∙∙ ∙∙∙∙∙ ∙∙∙∙∙∙ ∙∙∙∙∙∙∙ ∙∙ ∙∙∙ ∙∙∙∙ ∙∙∙∙∙ ∙∙∙∙∙∙ ∙∙∙∙∙∙∙ ∙∙ ∙∙∙ ∙∙∙∙ ∙∙∙∙∙ (172, 53, 316, 114)
column-rule (168, 40, 169, 1658)
section-heading: SAILINGS TO ARRIVE. (675, 144, 741, 151)
scorecard: ∙∙ ∙∙∙ ∙∙∙∙ ∙∙∙∙∙ ∙∙∙∙∙∙ ∙∙∙∙∙∙∙ ∙∙ ∙∙∙ ∙∙∙∙ ∙∙∙∙∙ ∙∙∙∙∙∙ ∙∙∙∙∙∙∙ ∙∙ ∙∙∙ ∙∙∙∙ ∙∙∙∙∙ ∙∙∙∙∙∙ ∙∙∙∙∙∙∙ ∙∙ ∙∙∙ ∙∙∙∙ ∙∙∙∙∙ ∙∙∙∙∙∙ ∙∙∙∙∙∙∙ ∙∙ ∙∙∙ ∙∙∙∙ ∙∙∙∙∙ ∙∙∙∙∙∙ ∙∙∙∙∙∙∙ ∙∙ ∙∙∙ ∙∙∙∙ ∙∙∙∙∙ ∙∙∙∙∙∙ ∙∙∙∙∙∙∙ ∙∙ ∙∙∙ ∙∙∙∙ ∙∙∙∙∙ ∙∙∙∙∙∙ ∙∙∙∙∙∙∙ ∙∙ ∙∙∙ ∙∙∙∙ ∙∙∙∙∙ ∙∙∙∙∙∙ ∙∙∙∙∙∙∙ ∙∙ ∙∙∙ ∙∙∙∙ ∙∙∙∙∙ ∙∙∙∙∙∙ ∙∙∙∙∙∙∙ ∙∙ ∙∙∙ ∙∙∙∙ ∙∙∙∙∙ ∙∙∙∙∙∙ ∙∙∙∙∙∙∙ ∙∙ ∙∙∙ ∙∙∙∙ ∙∙∙∙∙ ∙∙∙∙∙∙ ∙∙∙∙∙∙∙ ∙∙ ∙∙∙ ∙∙∙∙ ∙∙∙∙∙ ∙∙∙∙∙∙ ∙∙∙∙∙∙∙ ∙∙ ∙∙∙ ∙∙∙∙ ∙∙∙∙∙ ∙∙∙∙∙∙ ∙∙∙∙∙∙∙ ∙∙ ∙∙∙ ∙∙∙∙ ∙∙∙∙∙ ∙∙∙∙∙∙ ∙∙∙∙∙∙∙ ∙∙ ∙∙∙ ∙∙∙∙ ∙∙∙∙∙ ∙∙∙∙∙∙ ∙∙∙∙∙∙∙ ∙∙ ∙∙∙ ∙∙∙∙ ∙∙∙∙∙ ∙∙∙∙∙∙ ∙∙∙∙∙∙∙ ∙∙ ∙∙∙ ∙∙∙∙ ∙∙∙∙∙ ∙∙∙∙∙∙ ∙∙∙∙∙∙∙ ∙∙ ∙∙∙ ∙∙∙∙ ∙∙∙∙∙ ∙∙∙∙∙∙ ∙∙∙∙∙∙∙ ∙∙ ∙∙∙ ∙∙∙∙ ∙∙∙∙∙ ∙∙∙∙∙∙ ∙∙∙∙∙∙∙ ∙∙ ∙∙∙ ∙∙∙∙ ∙∙∙∙∙ ∙∙∙∙∙∙ ∙∙∙∙∙∙∙ (20, 604, 164, 660)
ad-title-line: WHERE TO BUY?" (816, 1237, 899, 1271)
ad-store: WARDELL'S, Willis Street. (822, 1435, 942, 1447)
section-heading: MAIL NOTICES (365, 512, 425, 522)
list-item: INLAIDS—In superior qualities, At Clearance Prices. (806, 852, 928, 858)
section-heading: FOURTH CLASS. (371, 44, 419, 50)
ad-title-line: "WHAT TO GIVE?" and (816, 1197, 899, 1231)
ad-caption: EVERY ARTICLE AT SPECIAL REDUCED PRICES. (874, 502, 1026, 509)
list-item: HAND MACHINE—As sold T.P. price £4 4s. Our Price £3 10s. (806, 720, 950, 726)
list-item: 1in. BRASS RAIL BEDSTEAD—Single 33s. (806, 546, 909, 552)
list-item: Our New Century Sewing Machine we claim to be as good as any on the market; and if you are not sure you get them at almost half the time-payment price. (806, 706, 1092, 719)
section-heading: OVERSEA SHIPPING. (515, 659, 577, 666)
list-item: AUSTRIAN BENTWOOD CHAIRS—Embossed seats, 6s. 6d. (806, 675, 949, 681)
